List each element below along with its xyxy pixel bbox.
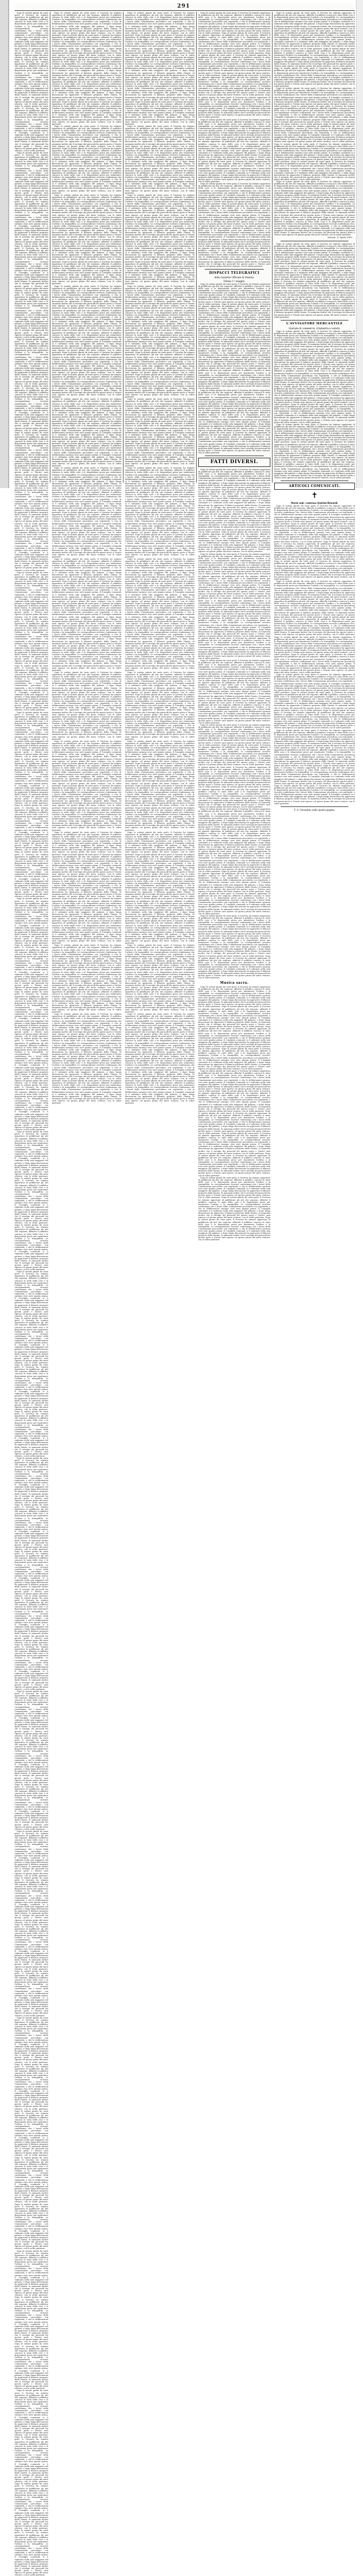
body-paragraph: Dopo le notizie giunte da varie parti, il Governo ha stimato opportuno di pubblicare gli atti che seguono, affinchè il pubblico conosca lo stato delle cose e le disposizioni prese per mantenere l'ordine e la tranquillità. Le corrispondenze ricevute confermano che i lavori della Commissione procedono con regolarità, e che le deliberazioni saranno rese note quanto prima. Il Consiglio comunale si è radunato nella sala maggiore del palazzo, e dopo lunga discussione ha approvato il bilancio proposto dalla Giunta. Si annunzia inoltre che il servigio dei piroscafi fra questo porto e Trieste sarà ripreso col giorno primo del mese venturo, con le solite partenze. Dopo le notizie giunte da varie parti, il Governo ha stimato opportuno di pubblicare gli atti che seguono, affinchè il pubblico conosca lo stato delle cose e le disposizioni prese per mantenere l'ordine e la tranquillità. Le corrispondenze ricevute confermano che i lavori della Commissione procedono con regolarità, e che le deliberazioni saranno rese note quanto prima. Il Consiglio comunale si è radunato nella sala maggiore del palazzo, e dopo lunga discussione ha approvato il bilancio proposto dalla Giunta. Si annunzia inoltre che il servigio dei piroscafi fra questo porto e Trieste sarà ripreso col giorno primo del mese venturo, con le solite partenze. Dopo le notizie giunte da varie parti, il Governo ha stimato opportuno di pubblicare gli atti che seguono, affinchè il pubblico conosca lo stato delle cose e le disposizioni prese per mantenere l'ordine e la tranquillità. Le corrispondenze ricevute confermano che i lavori della Commissione procedono con regolarità, e che le deliberazioni saranno rese note quanto prima. Il Consiglio comunale si è radunato nella sala maggiore del palazzo, e dopo lunga discussione ha approvato il bilancio proposto dalla Giunta. Si annunzia inoltre che il servigio dei piroscafi fra questo porto e Trieste sarà ripreso col giorno primo del mese venturo, con le solite partenze. Dopo le notizie giunte da varie parti, il Governo ha stimato opportuno di pubblicare gli atti che seguono, affinchè il pubblico conosca lo stato delle cose e le disposizioni prese per mantenere l'ordine e la tranquillità. Le corrispondenze ricevute confermano che i lavori della Commissione procedono con regolarità, e che le deliberazioni saranno rese note quanto prima. Il Consiglio comunale si è radunato nella sala maggiore del palazzo, e dopo lunga discussione ha approvato il bilancio proposto dalla Giunta. Si annunzia inoltre che il servigio dei piroscafi fra questo porto e Trieste sarà ripreso col giorno primo del mese venturo, con le solite partenze. Dopo le notizie giunte da varie parti, il Governo ha stimato opportuno di pubblicare gli atti che seguono, affinchè il pubblico conosca lo stato delle cose e le disposizioni prese per mantenere l'ordine e la tranquillità. Le corrispondenze ricevute confermano che i lavori della Commissione procedono con regolarità, e che le deliberazioni saranno rese note quanto prima. Il Consiglio comunale si è radunato nella sala maggiore del palazzo, e dopo lunga discussione ha approvato il bilancio proposto dalla Giunta. Si annunzia inoltre che il servigio dei piroscafi fra questo porto e Trieste sarà ripreso col giorno primo del mese venturo, con le solite partenze. <box>274 580 355 674</box>
body-paragraph: Dopo le notizie giunte da varie parti, il Governo ha stimato opportuno di pubblicare gli atti che seguono, affinchè il pubblico conosca lo stato delle cose e le disposizioni prese per mantenere l'ordine e la tranquillità. Le corrispondenze ricevute confermano che i lavori della Commissione procedono con regolarità, e che le deliberazioni saranno rese note quanto prima. Il Consiglio comunale si è radunato nella sala maggiore del palazzo, e dopo lunga discussione ha approvato il bilancio proposto dalla Giunta. Si annunzia inoltre che il servigio dei piroscafi fra questo porto e Trieste sarà ripreso col giorno primo del mese venturo, con le solite partenze. Dopo le notizie giunte da varie parti, il Governo ha stimato opportuno di pubblicare gli atti che seguono, affinchè il pubblico conosca lo stato delle cose e le disposizioni prese per mantenere l'ordine e la tranquillità. Le corrispondenze ricevute confermano che i lavori della Commissione procedono con regolarità, e che le deliberazioni saranno rese note quanto prima. Il Consiglio comunale si è radunato nella sala maggiore del palazzo, e dopo lunga discussione ha approvato il bilancio proposto dalla Giunta. Si annunzia inoltre che il servigio dei piroscafi fra questo porto e Trieste sarà ripreso col giorno primo del mese venturo, con le solite partenze. Dopo le notizie giunte da varie parti, il Governo ha stimato opportuno di pubblicare gli atti che seguono, affinchè il pubblico conosca lo stato delle cose e le disposizioni prese per mantenere l'ordine e la tranquillità. Le corrispondenze ricevute confermano che i lavori della Commissione procedono con regolarità, e che le deliberazioni saranno rese note quanto prima. Il Consiglio comunale si è radunato nella sala maggiore del palazzo, e dopo lunga discussione ha approvato il bilancio proposto dalla Giunta. Si annunzia inoltre che il servigio dei piroscafi fra questo porto e Trieste sarà ripreso col giorno primo del mese venturo, con le solite partenze. <box>125 125 195 194</box>
articoli-comunicati-heading: ARTICOLI COMUNICATI. <box>274 483 355 490</box>
body-paragraph: Dopo le notizie giunte da varie parti, il Governo ha stimato opportuno di pubblicare gli atti che seguono, affinchè il pubblico conosca lo stato delle cose e le disposizioni prese per mantenere l'ordine e la tranquillità. Le corrispondenze ricevute confermano che i lavori della Commissione procedono con regolarità, e che le deliberazioni saranno rese note quanto prima. Il Consiglio comunale si è radunato nella sala maggiore del palazzo, e dopo lunga discussione ha approvato il bilancio proposto dalla Giunta. Si annunzia inoltre che il servigio dei piroscafi fra questo porto e Trieste sarà ripreso col giorno primo del mese venturo, con le solite partenze. Dopo le notizie giunte da varie parti, il Governo ha stimato opportuno di pubblicare gli atti che seguono, affinchè il pubblico conosca lo stato delle cose e le disposizioni prese per mantenere l'ordine e la tranquillità. Le corrispondenze ricevute confermano che i lavori della Commissione procedono con regolarità, e che le deliberazioni saranno rese note quanto prima. Il Consiglio comunale si è radunato nella sala maggiore del palazzo, e dopo lunga discussione ha approvato il bilancio proposto dalla Giunta. Si annunzia inoltre che il servigio dei piroscafi fra questo porto e Trieste sarà ripreso col giorno primo del mese venturo, con le solite partenze. Dopo le notizie giunte da varie parti, il Governo ha stimato opportuno di pubblicare gli atti che seguono, affinchè il pubblico conosca lo stato delle cose e le disposizioni prese per mantenere l'ordine e la tranquillità. Le corrispondenze ricevute confermano che i lavori della Commissione procedono con regolarità, e che le deliberazioni saranno rese note quanto prima. Il Consiglio comunale si è radunato nella sala maggiore del palazzo, e dopo lunga discussione ha approvato il bilancio proposto dalla Giunta. Si annunzia inoltre che il servigio dei piroscafi fra questo porto e Trieste sarà ripreso col giorno primo del mese venturo, con le solite partenze. Dopo le notizie giunte da varie parti, il Governo ha stimato opportuno di pubblicare gli atti che seguono, affinchè il pubblico conosca lo stato delle cose e le disposizioni prese per mantenere l'ordine e la tranquillità. Le corrispondenze ricevute confermano che i lavori della Commissione procedono con regolarità, e che le deliberazioni saranno rese note quanto prima. Il Consiglio comunale si è radunato nella sala maggiore del palazzo, e dopo lunga discussione ha approvato il bilancio proposto dalla Giunta. Si annunzia inoltre che il servigio dei piroscafi fra questo porto e Trieste sarà ripreso col giorno primo del mese venturo, con le solite partenze. Dopo le notizie giunte da varie parti, il Governo ha stimato opportuno di pubblicare gli atti che seguono, affinchè il pubblico conosca lo stato delle cose e le disposizioni prese per mantenere l'ordine e la tranquillità. Le corrispondenze ricevute confermano che i lavori della Commissione procedono con regolarità, e che le deliberazioni saranno rese note quanto prima. Il Consiglio comunale si è radunato nella sala maggiore del palazzo, e dopo lunga discussione ha approvato il bilancio proposto dalla Giunta. Si annunzia inoltre che il servigio dei piroscafi fra questo porto e Trieste sarà ripreso col giorno primo del mese venturo, con le solite partenze. <box>15 1457 48 1690</box>
body-paragraph: Dopo le notizie giunte da varie parti, il Governo ha stimato opportuno di pubblicare gli atti che seguono, affinchè il pubblico conosca lo stato delle cose e le disposizioni prese per mantenere l'ordine e la tranquillità. Le corrispondenze ricevute confermano che i lavori della Commissione procedono con regolarità, e che le deliberazioni saranno rese note quanto prima. Il Consiglio comunale si è radunato nella sala maggiore del palazzo, e dopo lunga discussione ha approvato il bilancio proposto dalla Giunta. Si annunzia inoltre che il servigio dei piroscafi fra questo porto e Trieste sarà ripreso col giorno primo del mese venturo, con le solite partenze. Dopo le notizie giunte da varie parti, il Governo ha stimato opportuno di pubblicare gli atti che seguono, affinchè il pubblico conosca lo stato delle cose e le disposizioni prese per mantenere l'ordine e la tranquillità. Le corrispondenze ricevute confermano che i lavori della Commissione procedono con regolarità, e che le deliberazioni saranno rese note quanto prima. Il Consiglio comunale si è radunato nella sala maggiore del palazzo, e dopo lunga discussione ha approvato il bilancio proposto dalla Giunta. Si annunzia inoltre che il servigio dei piroscafi fra questo porto e Trieste sarà ripreso col giorno primo del mese venturo, con le solite partenze. Dopo le notizie giunte da varie parti, il Governo ha stimato opportuno di pubblicare gli atti che seguono, affinchè il pubblico conosca lo stato delle cose e le disposizioni prese per mantenere l'ordine e la tranquillità. Le corrispondenze ricevute confermano che i lavori della Commissione procedono con regolarità, e che le deliberazioni saranno rese note quanto prima. Il Consiglio comunale si è radunato nella sala maggiore del palazzo, e dopo lunga discussione ha approvato il bilancio proposto dalla Giunta. Si annunzia inoltre che il servigio dei piroscafi fra questo porto e Trieste sarà ripreso col giorno primo del mese venturo, con le solite partenze. <box>198 914 270 979</box>
page-number: 291 <box>177 3 190 9</box>
body-paragraph: Dopo le notizie giunte da varie parti, il Governo ha stimato opportuno di pubblicare gli atti che seguono, affinchè il pubblico conosca lo stato delle cose e le disposizioni prese per mantenere l'ordine e la tranquillità. Le corrispondenze ricevute confermano che i lavori della Commissione procedono con regolarità, e che le deliberazioni saranno rese note quanto prima. Il Consiglio comunale si è radunato nella sala maggiore del palazzo, e dopo lunga discussione ha approvato il bilancio proposto dalla Giunta. Si annunzia inoltre che il servigio dei piroscafi fra questo porto e Trieste sarà ripreso col giorno primo del mese venturo, con le solite partenze. Dopo le notizie giunte da varie parti, il Governo ha stimato opportuno di pubblicare gli atti che seguono, affinchè il pubblico conosca lo stato delle cose e le disposizioni prese per mantenere l'ordine e la tranquillità. Le corrispondenze ricevute confermano che i lavori della Commissione procedono con regolarità, e che le deliberazioni saranno rese note quanto prima. Il Consiglio comunale si è radunato nella sala maggiore del palazzo, e dopo lunga discussione ha approvato il bilancio proposto dalla Giunta. Si annunzia inoltre che il servigio dei piroscafi fra questo porto e Trieste sarà ripreso col giorno primo del mese venturo, con le solite partenze. Dopo le notizie giunte da varie parti, il Governo ha stimato opportuno di pubblicare gli atti che seguono, affinchè il pubblico conosca lo stato delle cose e le disposizioni prese per mantenere l'ordine e la tranquillità. Le corrispondenze ricevute confermano che i lavori della Commissione procedono con regolarità, e che le deliberazioni saranno rese note quanto prima. Il Consiglio comunale si è radunato nella sala maggiore del palazzo, e dopo lunga discussione ha approvato il bilancio proposto dalla Giunta. Si annunzia inoltre che il servigio dei piroscafi fra questo porto e Trieste sarà ripreso col giorno primo del mese venturo, con le solite partenze. Dopo le notizie giunte da varie parti, il Governo ha stimato opportuno di pubblicare gli atti che seguono, affinchè il pubblico conosca lo stato delle cose e le disposizioni prese per mantenere l'ordine e la tranquillità. Le corrispondenze ricevute confermano che i lavori della Commissione procedono con regolarità, e che le deliberazioni saranno rese note quanto prima. Il Consiglio comunale si è radunato nella sala maggiore del palazzo, e dopo lunga discussione ha approvato il bilancio proposto dalla Giunta. Si annunzia inoltre che il servigio dei piroscafi fra questo porto e Trieste sarà ripreso col giorno primo del mese venturo, con le solite partenze. Dopo le notizie giunte da varie parti, il Governo ha stimato opportuno di pubblicare gli atti che seguono, affinchè il pubblico conosca lo stato delle cose e le disposizioni prese per mantenere l'ordine e la tranquillità. Le corrispondenze ricevute confermano che i lavori della Commissione procedono con regolarità, e che le deliberazioni saranno rese note quanto prima. Il Consiglio comunale si è radunato nella sala maggiore del palazzo, e dopo lunga discussione ha approvato il bilancio proposto dalla Giunta. Si annunzia inoltre che il servigio dei piroscafi fra questo porto e Trieste sarà ripreso col giorno primo del mese venturo, con le solite partenze. <box>198 12 270 119</box>
body-paragraph: Dopo le notizie giunte da varie parti, il Governo ha stimato opportuno di pubblicare gli atti che seguono, affinchè il pubblico conosca lo stato delle cose e le disposizioni prese per mantenere l'ordine e la tranquillità. Le corrispondenze ricevute confermano che i lavori della Commissione procedono con regolarità, e che le deliberazioni saranno rese note quanto prima. Il Consiglio comunale si è radunato nella sala maggiore del palazzo, e dopo lunga discussione ha approvato il bilancio proposto dalla Giunta. Si annunzia inoltre che il servigio dei piroscafi fra questo porto e Trieste sarà ripreso col giorno primo del mese venturo, con le solite partenze. Dopo le notizie giunte da varie parti, il Governo ha stimato opportuno di pubblicare gli atti che seguono, affinchè il pubblico conosca lo stato delle cose e le disposizioni prese per mantenere l'ordine e la tranquillità. Le corrispondenze ricevute confermano che i lavori della Commissione procedono con regolarità, e che le deliberazioni saranno rese note quanto prima. Il Consiglio comunale si è radunato nella sala maggiore del palazzo, e dopo lunga discussione ha approvato il bilancio proposto dalla Giunta. Si annunzia inoltre che il servigio dei piroscafi fra questo porto e Trieste sarà ripreso col giorno primo del mese venturo, con le solite partenze. Dopo le notizie giunte da varie parti, il Governo ha stimato opportuno di pubblicare gli atti che seguono, affinchè il pubblico conosca lo stato delle cose e le disposizioni prese per mantenere l'ordine e la tranquillità. Le corrispondenze ricevute confermano che i lavori della Commissione procedono con regolarità, e che le deliberazioni saranno rese note quanto prima. Il Consiglio comunale si è radunato nella sala maggiore del palazzo, e dopo lunga discussione ha approvato il bilancio proposto dalla Giunta. Si annunzia inoltre che il servigio dei piroscafi fra questo porto e Trieste sarà ripreso col giorno primo del mese venturo, con le solite partenze. Dopo le notizie giunte da varie parti, il Governo ha stimato opportuno di pubblicare gli atti che seguono, affinchè il pubblico conosca lo stato delle cose e le disposizioni prese per mantenere l'ordine e la tranquillità. Le corrispondenze ricevute confermano che i lavori della Commissione procedono con regolarità, e che le deliberazioni saranno rese note quanto prima. Il Consiglio comunale si è radunato nella sala maggiore del palazzo, e dopo lunga discussione ha approvato il bilancio proposto dalla Giunta. Si annunzia inoltre che il servigio dei piroscafi fra questo porto e Trieste sarà ripreso col giorno primo del mese venturo, con le solite partenze. Dopo le notizie giunte da varie parti, il Governo ha stimato opportuno di pubblicare gli atti che seguono, affinchè il pubblico conosca lo stato delle cose e le disposizioni prese per mantenere l'ordine e la tranquillità. Le corrispondenze ricevute confermano che i lavori della Commissione procedono con regolarità, e che le deliberazioni saranno rese note quanto prima. Il Consiglio comunale si è radunato nella sala maggiore del palazzo, e dopo lunga discussione ha approvato il bilancio proposto dalla Giunta. Si annunzia inoltre che il servigio dei piroscafi fra questo porto e Trieste sarà ripreso col giorno primo del mese venturo, con le solite partenze. <box>125 285 195 399</box>
body-paragraph: Dopo le notizie giunte da varie parti, il Governo ha stimato opportuno di pubblicare gli atti che seguono, affinchè il pubblico conosca lo stato delle cose e le disposizioni prese per mantenere l'ordine e la tranquillità. Le corrispondenze ricevute confermano che i lavori della Commissione procedono con regolarità, e che le deliberazioni saranno rese note quanto prima. Il Consiglio comunale si è radunato nella sala maggiore del palazzo, e dopo lunga discussione ha approvato il bilancio proposto dalla Giunta. Si annunzia inoltre che il servigio dei piroscafi fra questo porto e Trieste sarà ripreso col giorno primo del mese venturo, con le solite partenze. Dopo le notizie giunte da varie parti, il Governo ha stimato opportuno di pubblicare gli atti che seguono, affinchè il pubblico conosca lo stato delle cose e le disposizioni prese per mantenere l'ordine e la tranquillità. Le corrispondenze ricevute confermano che i lavori della Commissione procedono con regolarità, e che le deliberazioni saranno rese note quanto prima. Il Consiglio comunale si è radunato nella sala maggiore del palazzo, e dopo lunga discussione ha approvato il bilancio proposto dalla Giunta. Si annunzia inoltre che il servigio dei piroscafi fra questo porto e Trieste sarà ripreso col giorno primo del mese venturo, con le solite partenze. Dopo le notizie giunte da varie parti, il Governo ha stimato opportuno di pubblicare gli atti che seguono, affinchè il pubblico conosca lo stato delle cose e le disposizioni prese per mantenere l'ordine e la tranquillità. Le corrispondenze ricevute confermano che i lavori della Commissione procedono con regolarità, e che le deliberazioni saranno rese note quanto prima. Il Consiglio comunale si è radunato nella sala maggiore del palazzo, e dopo lunga discussione ha approvato il bilancio proposto dalla Giunta. Si annunzia inoltre che il servigio dei piroscafi fra questo porto e Trieste sarà ripreso col giorno primo del mese venturo, con le solite partenze. Dopo le notizie giunte da varie parti, il Governo ha stimato opportuno di pubblicare gli atti che seguono, affinchè il pubblico conosca lo stato delle cose e le disposizioni prese per mantenere l'ordine e la tranquillità. Le corrispondenze ricevute confermano che i lavori della Commissione procedono con regolarità, e che le deliberazioni saranno rese note quanto prima. Il Consiglio comunale si è radunato nella sala maggiore del palazzo, e dopo lunga discussione ha approvato il bilancio proposto dalla Giunta. Si annunzia inoltre che il servigio dei piroscafi fra questo porto e Trieste sarà ripreso col giorno primo del mese venturo, con le solite partenze. <box>52 467 121 558</box>
body-paragraph: Dopo le notizie giunte da varie parti, il Governo ha stimato opportuno di pubblicare gli atti che seguono, affinchè il pubblico conosca lo stato delle cose e le disposizioni prese per mantenere l'ordine e la tranquillità. Le corrispondenze ricevute confermano che i lavori della Commissione procedono con regolarità, e che le deliberazioni saranno rese note quanto prima. Il Consiglio comunale si è radunato nella sala maggiore del palazzo, e dopo lunga discussione ha approvato il bilancio proposto dalla Giunta. Si annunzia inoltre che il servigio dei piroscafi fra questo porto e Trieste sarà ripreso col giorno primo del mese venturo, con le solite partenze. Dopo le notizie giunte da varie parti, il Governo ha stimato opportuno di pubblicare gli atti che seguono, affinchè il pubblico conosca lo stato delle cose e le disposizioni prese per mantenere l'ordine e la tranquillità. Le corrispondenze ricevute confermano che i lavori della Commissione procedono con regolarità, e che le deliberazioni saranno rese note quanto prima. Il Consiglio comunale si è radunato nella sala maggiore del palazzo, e dopo lunga discussione ha approvato il bilancio proposto dalla Giunta. Si annunzia inoltre che il servigio dei piroscafi fra questo porto e Trieste sarà ripreso col giorno primo del mese venturo, con le solite partenze. Dopo le notizie giunte da varie parti, il Governo ha stimato opportuno di pubblicare gli atti che seguono, affinchè il pubblico conosca lo stato delle cose e le disposizioni prese per mantenere l'ordine e la tranquillità. Le corrispondenze ricevute confermano che i lavori della Commissione procedono con regolarità, e che le deliberazioni saranno rese note quanto prima. Il Consiglio comunale si è radunato nella sala maggiore del palazzo, e dopo lunga discussione ha approvato il bilancio proposto dalla Giunta. Si annunzia inoltre che il servigio dei piroscafi fra questo porto e Trieste sarà ripreso col giorno primo del mese venturo, con le solite partenze. <box>52 125 121 194</box>
body-paragraph: Dopo le notizie giunte da varie parti, il Governo ha stimato opportuno di pubblicare gli atti che seguono, affinchè il pubblico conosca lo stato delle cose e le disposizioni prese per mantenere l'ordine e la tranquillità. Le corrispondenze ricevute confermano che i lavori della Commissione procedono con regolarità, e che le deliberazioni saranno rese note quanto prima. Il Consiglio comunale si è radunato nella sala maggiore del palazzo, e dopo lunga discussione ha approvato il bilancio proposto dalla Giunta. Si annunzia inoltre che il servigio dei piroscafi fra questo porto e Trieste sarà ripreso col giorno primo del mese venturo, con le solite partenze. Dopo le notizie giunte da varie parti, il Governo ha stimato opportuno di pubblicare gli atti che seguono, affinchè il pubblico conosca lo stato delle cose e le disposizioni prese per mantenere l'ordine e la tranquillità. Le corrispondenze ricevute confermano che i lavori della Commissione procedono con regolarità, e che le deliberazioni saranno rese note quanto prima. Il Consiglio comunale si è radunato nella sala maggiore del palazzo, e dopo lunga discussione ha approvato il bilancio proposto dalla Giunta. Si annunzia inoltre che il servigio dei piroscafi fra questo porto e Trieste sarà ripreso col giorno primo del mese venturo, con le solite partenze. Dopo le notizie giunte da varie parti, il Governo ha stimato opportuno di pubblicare gli atti che seguono, affinchè il pubblico conosca lo stato delle cose e le disposizioni prese per mantenere l'ordine e la tranquillità. Le corrispondenze ricevute confermano che i lavori della Commissione procedono con regolarità, e che le deliberazioni saranno rese note quanto prima. Il Consiglio comunale si è radunato nella sala maggiore del palazzo, e dopo lunga discussione ha approvato il bilancio proposto dalla Giunta. Si annunzia inoltre che il servigio dei piroscafi fra questo porto e Trieste sarà ripreso col giorno primo del mese venturo, con le solite partenze. <box>198 389 270 454</box>
body-paragraph: Dopo le notizie giunte da varie parti, il Governo ha stimato opportuno di pubblicare gli atti che seguono, affinchè il pubblico conosca lo stato delle cose e le disposizioni prese per mantenere l'ordine e la tranquillità. Le corrispondenze ricevute confermano che i lavori della Commissione procedono con regolarità, e che le deliberazioni saranno rese note quanto prima. Il Consiglio comunale si è radunato nella sala maggiore del palazzo, e dopo lunga discussione ha approvato il bilancio proposto dalla Giunta. Si annunzia inoltre che il servigio dei piroscafi fra questo porto e Trieste sarà ripreso col giorno primo del mese venturo, con le solite partenze. Dopo le notizie giunte da varie parti, il Governo ha stimato opportuno di pubblicare gli atti che seguono, affinchè il pubblico conosca lo stato delle cose e le disposizioni prese per mantenere l'ordine e la tranquillità. Le corrispondenze ricevute confermano che i lavori della Commissione procedono con regolarità, e che le deliberazioni saranno rese note quanto prima. Il Consiglio comunale si è radunato nella sala maggiore del palazzo, e dopo lunga discussione ha approvato il bilancio proposto dalla Giunta. Si annunzia inoltre che il servigio dei piroscafi fra questo porto e Trieste sarà ripreso col giorno primo del mese venturo, con le solite partenze. Dopo le notizie giunte da varie parti, il Governo ha stimato opportuno di pubblicare gli atti che seguono, affinchè il pubblico conosca lo stato delle cose e le disposizioni prese per mantenere l'ordine e la tranquillità. Le corrispondenze ricevute confermano che i lavori della Commissione procedono con regolarità, e che le deliberazioni saranno rese note quanto prima. Il Consiglio comunale si è radunato nella sala maggiore del palazzo, e dopo lunga discussione ha approvato il bilancio proposto dalla Giunta. Si annunzia inoltre che il servigio dei piroscafi fra questo porto e Trieste sarà ripreso col giorno primo del mese venturo, con le solite partenze. <box>15 2250 48 2390</box>
body-paragraph: Dopo le notizie giunte da varie parti, il Governo ha stimato opportuno di pubblicare gli atti che seguono, affinchè il pubblico conosca lo stato delle cose e le disposizioni prese per mantenere l'ordine e la tranquillità. Le corrispondenze ricevute confermano che i lavori della Commissione procedono con regolarità, e che le deliberazioni saranno rese note quanto prima. Il Consiglio comunale si è radunato nella sala maggiore del palazzo, e dopo lunga discussione ha approvato il bilancio proposto dalla Giunta. Si annunzia inoltre che il servigio dei piroscafi fra questo porto e Trieste sarà ripreso col giorno primo del mese venturo, con le solite partenze. Dopo le notizie giunte da varie parti, il Governo ha stimato opportuno di pubblicare gli atti che seguono, affinchè il pubblico conosca lo stato delle cose e le disposizioni prese per mantenere l'ordine e la tranquillità. Le corrispondenze ricevute confermano che i lavori della Commissione procedono con regolarità, e che le deliberazioni saranno rese note quanto prima. Il Consiglio comunale si è radunato nella sala maggiore del palazzo, e dopo lunga discussione ha approvato il bilancio proposto dalla Giunta. Si annunzia inoltre che il servigio dei piroscafi fra questo porto e Trieste sarà ripreso col giorno primo del mese venturo, con le solite partenze. Dopo le notizie giunte da varie parti, il Governo ha stimato opportuno di pubblicare gli atti che seguono, affinchè il pubblico conosca lo stato delle cose e le disposizioni prese per mantenere l'ordine e la tranquillità. Le corrispondenze ricevute confermano che i lavori della Commissione procedono con regolarità, e che le deliberazioni saranno rese note quanto prima. Il Consiglio comunale si è radunato nella sala maggiore del palazzo, e dopo lunga discussione ha approvato il bilancio proposto dalla Giunta. Si annunzia inoltre che il servigio dei piroscafi fra questo porto e Trieste sarà ripreso col giorno primo del mese venturo, con le solite partenze. <box>125 398 195 467</box>
body-paragraph: Dopo le notizie giunte da varie parti, il Governo ha stimato opportuno di pubblicare gli atti che seguono, affinchè il pubblico conosca lo stato delle cose e le disposizioni prese per mantenere l'ordine e la tranquillità. Le corrispondenze ricevute confermano che i lavori della Commissione procedono con regolarità, e che le deliberazioni saranno rese note quanto prima. Il Consiglio comunale si è radunato nella sala maggiore del palazzo, e dopo lunga discussione ha approvato il bilancio proposto dalla Giunta. Si annunzia inoltre che il servigio dei piroscafi fra questo porto e Trieste sarà ripreso col giorno primo del mese venturo, con le solite partenze. Dopo le notizie giunte da varie parti, il Governo ha stimato opportuno di pubblicare gli atti che seguono, affinchè il pubblico conosca lo stato delle cose e le disposizioni prese per mantenere l'ordine e la tranquillità. Le corrispondenze ricevute confermano che i lavori della Commissione procedono con regolarità, e che le deliberazioni saranno rese note quanto prima. Il Consiglio comunale si è radunato nella sala maggiore del palazzo, e dopo lunga discussione ha approvato il bilancio proposto dalla Giunta. Si annunzia inoltre che il servigio dei piroscafi fra questo porto e Trieste sarà ripreso col giorno primo del mese venturo, con le solite partenze. Dopo le notizie giunte da varie parti, il Governo ha stimato opportuno di pubblicare gli atti che seguono, affinchè il pubblico conosca lo stato delle cose e le disposizioni prese per mantenere l'ordine e la tranquillità. Le corrispondenze ricevute confermano che i lavori della Commissione procedono con regolarità, e che le deliberazioni saranno rese note quanto prima. Il Consiglio comunale si è radunato nella sala maggiore del palazzo, e dopo lunga discussione ha approvato il bilancio proposto dalla Giunta. Si annunzia inoltre che il servigio dei piroscafi fra questo porto e Trieste sarà ripreso col giorno primo del mese venturo, con le solite partenze. Dopo le notizie giunte da varie parti, il Governo ha stimato opportuno di pubblicare gli atti che seguono, affinchè il pubblico conosca lo stato delle cose e le disposizioni prese per mantenere l'ordine e la tranquillità. Le corrispondenze ricevute confermano che i lavori della Commissione procedono con regolarità, e che le deliberazioni saranno rese note quanto prima. Il Consiglio comunale si è radunato nella sala maggiore del palazzo, e dopo lunga discussione ha approvato il bilancio proposto dalla Giunta. Si annunzia inoltre che il servigio dei piroscafi fra questo porto e Trieste sarà ripreso col giorno primo del mese venturo, con le solite partenze. <box>125 467 195 558</box>
body-paragraph: Dopo le notizie giunte da varie parti, il Governo ha stimato opportuno di pubblicare gli atti che seguono, affinchè il pubblico conosca lo stato delle cose e le disposizioni prese per mantenere l'ordine e la tranquillità. Le corrispondenze ricevute confermano che i lavori della Commissione procedono con regolarità, e che le deliberazioni saranno rese note quanto prima. Il Consiglio comunale si è radunato nella sala maggiore del palazzo, e dopo lunga discussione ha approvato il bilancio proposto dalla Giunta. Si annunzia inoltre che il servigio dei piroscafi fra questo porto e Trieste sarà ripreso col giorno primo del mese venturo, con le solite partenze. Dopo le notizie giunte da varie parti, il Governo ha stimato opportuno di pubblicare gli atti che seguono, affinchè il pubblico conosca lo stato delle cose e le disposizioni prese per mantenere l'ordine e la tranquillità. Le corrispondenze ricevute confermano che i lavori della Commissione procedono con regolarità, e che le deliberazioni saranno rese note quanto prima. Il Consiglio comunale si è radunato nella sala maggiore del palazzo, e dopo lunga discussione ha approvato il bilancio proposto dalla Giunta. Si annunzia inoltre che il servigio dei piroscafi fra questo porto e Trieste sarà ripreso col giorno primo del mese venturo, con le solite partenze. Dopo le notizie giunte da varie parti, il Governo ha stimato opportuno di pubblicare gli atti che seguono, affinchè il pubblico conosca lo stato delle cose e le disposizioni prese per mantenere l'ordine e la tranquillità. Le corrispondenze ricevute confermano che i lavori della Commissione procedono con regolarità, e che le deliberazioni saranno rese note quanto prima. Il Consiglio comunale si è radunato nella sala maggiore del palazzo, e dopo lunga discussione ha approvato il bilancio proposto dalla Giunta. Si annunzia inoltre che il servigio dei piroscafi fra questo porto e Trieste sarà ripreso col giorno primo del mese venturo, con le solite partenze. Dopo le notizie giunte da varie parti, il Governo ha stimato opportuno di pubblicare gli atti che seguono, affinchè il pubblico conosca lo stato delle cose e le disposizioni prese per mantenere l'ordine e la tranquillità. Le corrispondenze ricevute confermano che i lavori della Commissione procedono con regolarità, e che le deliberazioni saranno rese note quanto prima. Il Consiglio comunale si è radunato nella sala maggiore del palazzo, e dopo lunga discussione ha approvato il bilancio proposto dalla Giunta. Si annunzia inoltre che il servigio dei piroscafi fra questo porto e Trieste sarà ripreso col giorno primo del mese venturo, con le solite partenze. <box>274 729 355 805</box>
header-rule <box>15 10 355 11</box>
column-divider <box>123 12 124 483</box>
body-paragraph: Dopo le notizie giunte da varie parti, il Governo ha stimato opportuno di pubblicare gli atti che seguono, affinchè il pubblico conosca lo stato delle cose e le disposizioni prese per mantenere l'ordine e la tranquillità. Le corrispondenze ricevute confermano che i lavori della Commissione procedono con regolarità, e che le deliberazioni saranno rese note quanto prima. Il Consiglio comunale si è radunato nella sala maggiore del palazzo, e dopo lunga discussione ha approvato il bilancio proposto dalla Giunta. Si annunzia inoltre che il servigio dei piroscafi fra questo porto e Trieste sarà ripreso col giorno primo del mese venturo, con le solite partenze. Dopo le notizie giunte da varie parti, il Governo ha stimato opportuno di pubblicare gli atti che seguono, affinchè il pubblico conosca lo stato delle cose e le disposizioni prese per mantenere l'ordine e la tranquillità. Le corrispondenze ricevute confermano che i lavori della Commissione procedono con regolarità, e che le deliberazioni saranno rese note quanto prima. Il Consiglio comunale si è radunato nella sala maggiore del palazzo, e dopo lunga discussione ha approvato il bilancio proposto dalla Giunta. Si annunzia inoltre che il servigio dei piroscafi fra questo porto e Trieste sarà ripreso col giorno primo del mese venturo, con le solite partenze. Dopo le notizie giunte da varie parti, il Governo ha stimato opportuno di pubblicare gli atti che seguono, affinchè il pubblico conosca lo stato delle cose e le disposizioni prese per mantenere l'ordine e la tranquillità. Le corrispondenze ricevute confermano che i lavori della Commissione procedono con regolarità, e che le deliberazioni saranno rese note quanto prima. Il Consiglio comunale si è radunato nella sala maggiore del palazzo, e dopo lunga discussione ha approvato il bilancio proposto dalla Giunta. Si annunzia inoltre che il servigio dei piroscafi fra questo porto e Trieste sarà ripreso col giorno primo del mese venturo, con le solite partenze. <box>125 671 195 740</box>
body-paragraph: Dopo le notizie giunte da varie parti, il Governo ha stimato opportuno di pubblicare gli atti che seguono, affinchè il pubblico conosca lo stato delle cose e le disposizioni prese per mantenere l'ordine e la tranquillità. Le corrispondenze ricevute confermano che i lavori della Commissione procedono con regolarità, e che le deliberazioni saranno rese note quanto prima. Il Consiglio comunale si è radunato nella sala maggiore del palazzo, e dopo lunga discussione ha approvato il bilancio proposto dalla Giunta. Si annunzia inoltre che il servigio dei piroscafi fra questo porto e Trieste sarà ripreso col giorno primo del mese venturo, con le solite partenze. Dopo le notizie giunte da varie parti, il Governo ha stimato opportuno di pubblicare gli atti che seguono, affinchè il pubblico conosca lo stato delle cose e le disposizioni prese per mantenere l'ordine e la tranquillità. Le corrispondenze ricevute confermano che i lavori della Commissione procedono con regolarità, e che le deliberazioni saranno rese note quanto prima. Il Consiglio comunale si è radunato nella sala maggiore del palazzo, e dopo lunga discussione ha approvato il bilancio proposto dalla Giunta. Si annunzia inoltre che il servigio dei piroscafi fra questo porto e Trieste sarà ripreso col giorno primo del mese venturo, con le solite partenze. Dopo le notizie giunte da varie parti, il Governo ha stimato opportuno di pubblicare gli atti che seguono, affinchè il pubblico conosca lo stato delle cose e le disposizioni prese per mantenere l'ordine e la tranquillità. Le corrispondenze ricevute confermano che i lavori della Commissione procedono con regolarità, e che le deliberazioni saranno rese note quanto prima. Il Consiglio comunale si è radunato nella sala maggiore del palazzo, e dopo lunga discussione ha approvato il bilancio proposto dalla Giunta. Si annunzia inoltre che il servigio dei piroscafi fra questo porto e Trieste sarà ripreso col giorno primo del mese venturo, con le solite partenze. Dopo le notizie giunte da varie parti, il Governo ha stimato opportuno di pubblicare gli atti che seguono, affinchè il pubblico conosca lo stato delle cose e le disposizioni prese per mantenere l'ordine e la tranquillità. Le corrispondenze ricevute confermano che i lavori della Commissione procedono con regolarità, e che le deliberazioni saranno rese note quanto prima. Il Consiglio comunale si è radunato nella sala maggiore del palazzo, e dopo lunga discussione ha approvato il bilancio proposto dalla Giunta. Si annunzia inoltre che il servigio dei piroscafi fra questo porto e Trieste sarà ripreso col giorno primo del mese venturo, con le solite partenze. <box>198 985 270 1071</box>
avvisatore-heading: L'AVVISATORE MERCANTILE <box>286 322 343 325</box>
body-paragraph: Dopo le notizie giunte da varie parti, il Governo ha stimato opportuno di pubblicare gli atti che seguono, affinchè il pubblico conosca lo stato delle cose e le disposizioni prese per mantenere l'ordine e la tranquillità. Le corrispondenze ricevute confermano che i lavori della Commissione procedono con regolarità, e che le deliberazioni saranno rese note quanto prima. Il Consiglio comunale si è radunato nella sala maggiore del palazzo, e dopo lunga discussione ha approvato il bilancio proposto dalla Giunta. Si annunzia inoltre che il servigio dei piroscafi fra questo porto e Trieste sarà ripreso col giorno primo del mese venturo, con le solite partenze. Dopo le notizie giunte da varie parti, il Governo ha stimato opportuno di pubblicare gli atti che seguono, affinchè il pubblico conosca lo stato delle cose e le disposizioni prese per mantenere l'ordine e la tranquillità. Le corrispondenze ricevute confermano che i lavori della Commissione procedono con regolarità, e che le deliberazioni saranno rese note quanto prima. Il Consiglio comunale si è radunato nella sala maggiore del palazzo, e dopo lunga discussione ha approvato il bilancio proposto dalla Giunta. Si annunzia inoltre che il servigio dei piroscafi fra questo porto e Trieste sarà ripreso col giorno primo del mese venturo, con le solite partenze. Dopo le notizie giunte da varie parti, il Governo ha stimato opportuno di pubblicare gli atti che seguono, affinchè il pubblico conosca lo stato delle cose e le disposizioni prese per mantenere l'ordine e la tranquillità. Le corrispondenze ricevute confermano che i lavori della Commissione procedono con regolarità, e che le deliberazioni saranno rese note quanto prima. Il Consiglio comunale si è radunato nella sala maggiore del palazzo, e dopo lunga discussione ha approvato il bilancio proposto dalla Giunta. Si annunzia inoltre che il servigio dei piroscafi fra questo porto e Trieste sarà ripreso col giorno primo del mese venturo, con le solite partenze. <box>52 398 121 467</box>
body-paragraph: Dopo le notizie giunte da varie parti, il Governo ha stimato opportuno di pubblicare gli atti che seguono, affinchè il pubblico conosca lo stato delle cose e le disposizioni prese per mantenere l'ordine e la tranquillità. Le corrispondenze ricevute confermano che i lavori della Commissione procedono con regolarità, e che le deliberazioni saranno rese note quanto prima. Il Consiglio comunale si è radunato nella sala maggiore del palazzo, e dopo lunga discussione ha approvato il bilancio proposto dalla Giunta. Si annunzia inoltre che il servigio dei piroscafi fra questo porto e Trieste sarà ripreso col giorno primo del mese venturo, con le solite partenze. Dopo le notizie giunte da varie parti, il Governo ha stimato opportuno di pubblicare gli atti che seguono, affinchè il pubblico conosca lo stato delle cose e le disposizioni prese per mantenere l'ordine e la tranquillità. Le corrispondenze ricevute confermano che i lavori della Commissione procedono con regolarità, e che le deliberazioni saranno rese note quanto prima. Il Consiglio comunale si è radunato nella sala maggiore del palazzo, e dopo lunga discussione ha approvato il bilancio proposto dalla Giunta. Si annunzia inoltre che il servigio dei piroscafi fra questo porto e Trieste sarà ripreso col giorno primo del mese venturo, con le solite partenze. Dopo le notizie giunte da varie parti, il Governo ha stimato opportuno di pubblicare gli atti che seguono, affinchè il pubblico conosca lo stato delle cose e le disposizioni prese per mantenere l'ordine e la tranquillità. Le corrispondenze ricevute confermano che i lavori della Commissione procedono con regolarità, e che le deliberazioni saranno rese note quanto prima. Il Consiglio comunale si è radunato nella sala maggiore del palazzo, e dopo lunga discussione ha approvato il bilancio proposto dalla Giunta. Si annunzia inoltre che il servigio dei piroscafi fra questo porto e Trieste sarà ripreso col giorno primo del mese venturo, con le solite partenze. <box>15 1131 48 1271</box>
body-paragraph: Dopo le notizie giunte da varie parti, il Governo ha stimato opportuno di pubblicare gli atti che seguono, affinchè il pubblico conosca lo stato delle cose e le disposizioni prese per mantenere l'ordine e la tranquillità. Le corrispondenze ricevute confermano che i lavori della Commissione procedono con regolarità, e che le deliberazioni saranno rese note quanto prima. Il Consiglio comunale si è radunato nella sala maggiore del palazzo, e dopo lunga discussione ha approvato il bilancio proposto dalla Giunta. Si annunzia inoltre che il servigio dei piroscafi fra questo porto e Trieste sarà ripreso col giorno primo del mese venturo, con le solite partenze. Dopo le notizie giunte da varie parti, il Governo ha stimato opportuno di pubblicare gli atti che seguono, affinchè il pubblico conosca lo stato delle cose e le disposizioni prese per mantenere l'ordine e la tranquillità. Le corrispondenze ricevute confermano che i lavori della Commissione procedono con regolarità, e che le deliberazioni saranno rese note quanto prima. Il Consiglio comunale si è radunato nella sala maggiore del palazzo, e dopo lunga discussione ha approvato il bilancio proposto dalla Giunta. Si annunzia inoltre che il servigio dei piroscafi fra questo porto e Trieste sarà ripreso col giorno primo del mese venturo, con le solite partenze. Dopo le notizie giunte da varie parti, il Governo ha stimato opportuno di pubblicare gli atti che seguono, affinchè il pubblico conosca lo stato delle cose e le disposizioni prese per mantenere l'ordine e la tranquillità. Le corrispondenze ricevute confermano che i lavori della Commissione procedono con regolarità, e che le deliberazioni saranno rese note quanto prima. Il Consiglio comunale si è radunato nella sala maggiore del palazzo, e dopo lunga discussione ha approvato il bilancio proposto dalla Giunta. Si annunzia inoltre che il servigio dei piroscafi fra questo porto e Trieste sarà ripreso col giorno primo del mese venturo, con le solite partenze. Dopo le notizie giunte da varie parti, il Governo ha stimato opportuno di pubblicare gli atti che seguono, affinchè il pubblico conosca lo stato delle cose e le disposizioni prese per mantenere l'ordine e la tranquillità. Le corrispondenze ricevute confermano che i lavori della Commissione procedono con regolarità, e che le deliberazioni saranno rese note quanto prima. Il Consiglio comunale si è radunato nella sala maggiore del palazzo, e dopo lunga discussione ha approvato il bilancio proposto dalla Giunta. Si annunzia inoltre che il servigio dei piroscafi fra questo porto e Trieste sarà ripreso col giorno primo del mese venturo, con le solite partenze. <box>15 2389 48 2576</box>
body-paragraph: Dopo le notizie giunte da varie parti, il Governo ha stimato opportuno di pubblicare gli atti che seguono, affinchè il pubblico conosca lo stato delle cose e le disposizioni prese per mantenere l'ordine e la tranquillità. Le corrispondenze ricevute confermano che i lavori della Commissione procedono con regolarità, e che le deliberazioni saranno rese note quanto prima. Il Consiglio comunale si è radunato nella sala maggiore del palazzo, e dopo lunga discussione ha approvato il bilancio proposto dalla Giunta. Si annunzia inoltre che il servigio dei piroscafi fra questo porto e Trieste sarà ripreso col giorno primo del mese venturo, con le solite partenze. Dopo le notizie giunte da varie parti, il Governo ha stimato opportuno di pubblicare gli atti che seguono, affinchè il pubblico conosca lo stato delle cose e le disposizioni prese per mantenere l'ordine e la tranquillità. Le corrispondenze ricevute confermano che i lavori della Commissione procedono con regolarità, e che le deliberazioni saranno rese note quanto prima. Il Consiglio comunale si è radunato nella sala maggiore del palazzo, e dopo lunga discussione ha approvato il bilancio proposto dalla Giunta. Si annunzia inoltre che il servigio dei piroscafi fra questo porto e Trieste sarà ripreso col giorno primo del mese venturo, con le solite partenze. Dopo le notizie giunte da varie parti, il Governo ha stimato opportuno di pubblicare gli atti che seguono, affinchè il pubblico conosca lo stato delle cose e le disposizioni prese per mantenere l'ordine e la tranquillità. Le corrispondenze ricevute confermano che i lavori della Commissione procedono con regolarità, e che le deliberazioni saranno rese note quanto prima. Il Consiglio comunale si è radunato nella sala maggiore del palazzo, e dopo lunga discussione ha approvato il bilancio proposto dalla Giunta. Si annunzia inoltre che il servigio dei piroscafi fra questo porto e Trieste sarà ripreso col giorno primo del mese venturo, con le solite partenze. Dopo le notizie giunte da varie parti, il Governo ha stimato opportuno di pubblicare gli atti che seguono, affinchè il pubblico conosca lo stato delle cose e le disposizioni prese per mantenere l'ordine e la tranquillità. Le corrispondenze ricevute confermano che i lavori della Commissione procedono con regolarità, e che le deliberazioni saranno rese note quanto prima. Il Consiglio comunale si è radunato nella sala maggiore del palazzo, e dopo lunga discussione ha approvato il bilancio proposto dalla Giunta. Si annunzia inoltre che il servigio dei piroscafi fra questo porto e Trieste sarà ripreso col giorno primo del mese venturo, con le solite partenze. <box>274 12 355 88</box>
scan-right-edge <box>356 0 363 488</box>
column-divider <box>196 12 197 483</box>
body-paragraph: Dopo le notizie giunte da varie parti, il Governo ha stimato opportuno di pubblicare gli atti che seguono, affinchè il pubblico conosca lo stato delle cose e le disposizioni prese per mantenere l'ordine e la tranquillità. Le corrispondenze ricevute confermano che i lavori della Commissione procedono con regolarità, e che le deliberazioni saranno rese note quanto prima. Il Consiglio comunale si è radunato nella sala maggiore del palazzo, e dopo lunga discussione ha approvato il bilancio proposto dalla Giunta. Si annunzia inoltre che il servigio dei piroscafi fra questo porto e Trieste sarà ripreso col giorno primo del mese venturo, con le solite partenze. Dopo le notizie giunte da varie parti, il Governo ha stimato opportuno di pubblicare gli atti che seguono, affinchè il pubblico conosca lo stato delle cose e le disposizioni prese per mantenere l'ordine e la tranquillità. Le corrispondenze ricevute confermano che i lavori della Commissione procedono con regolarità, e che le deliberazioni saranno rese note quanto prima. Il Consiglio comunale si è radunato nella sala maggiore del palazzo, e dopo lunga discussione ha approvato il bilancio proposto dalla Giunta. Si annunzia inoltre che il servigio dei piroscafi fra questo porto e Trieste sarà ripreso col giorno primo del mese venturo, con le solite partenze. Dopo le notizie giunte da varie parti, il Governo ha stimato opportuno di pubblicare gli atti che seguono, affinchè il pubblico conosca lo stato delle cose e le disposizioni prese per mantenere l'ordine e la tranquillità. Le corrispondenze ricevute confermano che i lavori della Commissione procedono con regolarità, e che le deliberazioni saranno rese note quanto prima. Il Consiglio comunale si è radunato nella sala maggiore del palazzo, e dopo lunga discussione ha approvato il bilancio proposto dalla Giunta. Si annunzia inoltre che il servigio dei piroscafi fra questo porto e Trieste sarà ripreso col giorno primo del mese venturo, con le solite partenze. Dopo le notizie giunte da varie parti, il Governo ha stimato opportuno di pubblicare gli atti che seguono, affinchè il pubblico conosca lo stato delle cose e le disposizioni prese per mantenere l'ordine e la tranquillità. Le corrispondenze ricevute confermano che i lavori della Commissione procedono con regolarità, e che le deliberazioni saranno rese note quanto prima. Il Consiglio comunale si è radunato nella sala maggiore del palazzo, e dopo lunga discussione ha approvato il bilancio proposto dalla Giunta. Si annunzia inoltre che il servigio dei piroscafi fra questo porto e Trieste sarà ripreso col giorno primo del mese venturo, con le solite partenze. Dopo le notizie giunte da varie parti, il Governo ha stimato opportuno di pubblicare gli atti che seguono, affinchè il pubblico conosca lo stato delle cose e le disposizioni prese per mantenere l'ordine e la tranquillità. Le corrispondenze ricevute confermano che i lavori della Commissione procedono con regolarità, e che le deliberazioni saranno rese note quanto prima. Il Consiglio comunale si è radunato nella sala maggiore del palazzo, e dopo lunga discussione ha approvato il bilancio proposto dalla Giunta. Si annunzia inoltre che il servigio dei piroscafi fra questo porto e Trieste sarà ripreso col giorno primo del mese venturo, con le solite partenze. <box>15 338 48 572</box>
column-5 <box>274 12 355 811</box>
column-5-text <box>274 12 355 812</box>
section-rule <box>281 806 348 807</box>
cross-icon: ✝ <box>311 491 318 501</box>
body-paragraph: Dopo le notizie giunte da varie parti, il Governo ha stimato opportuno di pubblicare gli atti che seguono, affinchè il pubblico conosca lo stato delle cose e le disposizioni prese per mantenere l'ordine e la tranquillità. Le corrispondenze ricevute confermano che i lavori della Commissione procedono con regolarità, e che le deliberazioni saranno rese note quanto prima. Il Consiglio comunale si è radunato nella sala maggiore del palazzo, e dopo lunga discussione ha approvato il bilancio proposto dalla Giunta. Si annunzia inoltre che il servigio dei piroscafi fra questo porto e Trieste sarà ripreso col giorno primo del mese venturo, con le solite partenze. Dopo le notizie giunte da varie parti, il Governo ha stimato opportuno di pubblicare gli atti che seguono, affinchè il pubblico conosca lo stato delle cose e le disposizioni prese per mantenere l'ordine e la tranquillità. Le corrispondenze ricevute confermano che i lavori della Commissione procedono con regolarità, e che le deliberazioni saranno rese note quanto prima. Il Consiglio comunale si è radunato nella sala maggiore del palazzo, e dopo lunga discussione ha approvato il bilancio proposto dalla Giunta. Si annunzia inoltre che il servigio dei piroscafi fra questo porto e Trieste sarà ripreso col giorno primo del mese venturo, con le solite partenze. Dopo le notizie giunte da varie parti, il Governo ha stimato opportuno di pubblicare gli atti che seguono, affinchè il pubblico conosca lo stato delle cose e le disposizioni prese per mantenere l'ordine e la tranquillità. Le corrispondenze ricevute confermano che i lavori della Commissione procedono con regolarità, e che le deliberazioni saranno rese note quanto prima. Il Consiglio comunale si è radunato nella sala maggiore del palazzo, e dopo lunga discussione ha approvato il bilancio proposto dalla Giunta. Si annunzia inoltre che il servigio dei piroscafi fra questo porto e Trieste sarà ripreso col giorno primo del mese venturo, con le solite partenze. <box>198 1176 270 1241</box>
body-paragraph: Dopo le notizie giunte da varie parti, il Governo ha stimato opportuno di pubblicare gli atti che seguono, affinchè il pubblico conosca lo stato delle cose e le disposizioni prese per mantenere l'ordine e la tranquillità. Le corrispondenze ricevute confermano che i lavori della Commissione procedono con regolarità, e che le deliberazioni saranno rese note quanto prima. Il Consiglio comunale si è radunato nella sala maggiore del palazzo, e dopo lunga discussione ha approvato il bilancio proposto dalla Giunta. Si annunzia inoltre che il servigio dei piroscafi fra questo porto e Trieste sarà ripreso col giorno primo del mese venturo, con le solite partenze. Dopo le notizie giunte da varie parti, il Governo ha stimato opportuno di pubblicare gli atti che seguono, affinchè il pubblico conosca lo stato delle cose e le disposizioni prese per mantenere l'ordine e la tranquillità. Le corrispondenze ricevute confermano che i lavori della Commissione procedono con regolarità, e che le deliberazioni saranno rese note quanto prima. Il Consiglio comunale si è radunato nella sala maggiore del palazzo, e dopo lunga discussione ha approvato il bilancio proposto dalla Giunta. Si annunzia inoltre che il servigio dei piroscafi fra questo porto e Trieste sarà ripreso col giorno primo del mese venturo, con le solite partenze. Dopo le notizie giunte da varie parti, il Governo ha stimato opportuno di pubblicare gli atti che seguono, affinchè il pubblico conosca lo stato delle cose e le disposizioni prese per mantenere l'ordine e la tranquillità. Le corrispondenze ricevute confermano che i lavori della Commissione procedono con regolarità, e che le deliberazioni saranno rese note quanto prima. Il Consiglio comunale si è radunato nella sala maggiore del palazzo, e dopo lunga discussione ha approvato il bilancio proposto dalla Giunta. Si annunzia inoltre che il servigio dei piroscafi fra questo porto e Trieste sarà ripreso col giorno primo del mese venturo, con le solite partenze. Dopo le notizie giunte da varie parti, il Governo ha stimato opportuno di pubblicare gli atti che seguono, affinchè il pubblico conosca lo stato delle cose e le disposizioni prese per mantenere l'ordine e la tranquillità. Le corrispondenze ricevute confermano che i lavori della Commissione procedono con regolarità, e che le deliberazioni saranno rese note quanto prima. Il Consiglio comunale si è radunato nella sala maggiore del palazzo, e dopo lunga discussione ha approvato il bilancio proposto dalla Giunta. Si annunzia inoltre che il servigio dei piroscafi fra questo porto e Trieste sarà ripreso col giorno primo del mese venturo, con le solite partenze. Dopo le notizie giunte da varie parti, il Governo ha stimato opportuno di pubblicare gli atti che seguono, affinchè il pubblico conosca lo stato delle cose e le disposizioni prese per mantenere l'ordine e la tranquillità. Le corrispondenze ricevute confermano che i lavori della Commissione procedono con regolarità, e che le deliberazioni saranno rese note quanto prima. Il Consiglio comunale si è radunato nella sala maggiore del palazzo, e dopo lunga discussione ha approvato il bilancio proposto dalla Giunta. Si annunzia inoltre che il servigio dei piroscafi fra questo porto e Trieste sarà ripreso col giorno primo del mese venturo, con le solite partenze. <box>274 330 355 424</box>
body-paragraph: Dopo le notizie giunte da varie parti, il Governo ha stimato opportuno di pubblicare gli atti che seguono, affinchè il pubblico conosca lo stato delle cose e le disposizioni prese per mantenere l'ordine e la tranquillità. Le corrispondenze ricevute confermano che i lavori della Commissione procedono con regolarità, e che le deliberazioni saranno rese note quanto prima. Il Consiglio comunale si è radunato nella sala maggiore del palazzo, e dopo lunga discussione ha approvato il bilancio proposto dalla Giunta. Si annunzia inoltre che il servigio dei piroscafi fra questo porto e Trieste sarà ripreso col giorno primo del mese venturo, con le solite partenze. Dopo le notizie giunte da varie parti, il Governo ha stimato opportuno di pubblicare gli atti che seguono, affinchè il pubblico conosca lo stato delle cose e le disposizioni prese per mantenere l'ordine e la tranquillità. Le corrispondenze ricevute confermano che i lavori della Commissione procedono con regolarità, e che le deliberazioni saranno rese note quanto prima. Il Consiglio comunale si è radunato nella sala maggiore del palazzo, e dopo lunga discussione ha approvato il bilancio proposto dalla Giunta. Si annunzia inoltre che il servigio dei piroscafi fra questo porto e Trieste sarà ripreso col giorno primo del mese venturo, con le solite partenze. Dopo le notizie giunte da varie parti, il Governo ha stimato opportuno di pubblicare gli atti che seguono, affinchè il pubblico conosca lo stato delle cose e le disposizioni prese per mantenere l'ordine e la tranquillità. Le corrispondenze ricevute confermano che i lavori della Commissione procedono con regolarità, e che le deliberazioni saranno rese note quanto prima. Il Consiglio comunale si è radunato nella sala maggiore del palazzo, e dopo lunga discussione ha approvato il bilancio proposto dalla Giunta. Si annunzia inoltre che il servigio dei piroscafi fra questo porto e Trieste sarà ripreso col giorno primo del mese venturo, con le solite partenze. <box>198 659 270 724</box>
body-paragraph: Dopo le notizie giunte da varie parti, il Governo ha stimato opportuno di pubblicare gli atti che seguono, affinchè il pubblico conosca lo stato delle cose e le disposizioni prese per mantenere l'ordine e la tranquillità. Le corrispondenze ricevute confermano che i lavori della Commissione procedono con regolarità, e che le deliberazioni saranno rese note quanto prima. Il Consiglio comunale si è radunato nella sala maggiore del palazzo, e dopo lunga discussione ha approvato il bilancio proposto dalla Giunta. Si annunzia inoltre che il servigio dei piroscafi fra questo porto e Trieste sarà ripreso col giorno primo del mese venturo, con le solite partenze. Dopo le notizie giunte da varie parti, il Governo ha stimato opportuno di pubblicare gli atti che seguono, affinchè il pubblico conosca lo stato delle cose e le disposizioni prese per mantenere l'ordine e la tranquillità. Le corrispondenze ricevute confermano che i lavori della Commissione procedono con regolarità, e che le deliberazioni saranno rese note quanto prima. Il Consiglio comunale si è radunato nella sala maggiore del palazzo, e dopo lunga discussione ha approvato il bilancio proposto dalla Giunta. Si annunzia inoltre che il servigio dei piroscafi fra questo porto e Trieste sarà ripreso col giorno primo del mese venturo, con le solite partenze. Dopo le notizie giunte da varie parti, il Governo ha stimato opportuno di pubblicare gli atti che seguono, affinchè il pubblico conosca lo stato delle cose e le disposizioni prese per mantenere l'ordine e la tranquillità. Le corrispondenze ricevute confermano che i lavori della Commissione procedono con regolarità, e che le deliberazioni saranno rese note quanto prima. Il Consiglio comunale si è radunato nella sala maggiore del palazzo, e dopo lunga discussione ha approvato il bilancio proposto dalla Giunta. Si annunzia inoltre che il servigio dei piroscafi fra questo porto e Trieste sarà ripreso col giorno primo del mese venturo, con le solite partenze. Dopo le notizie giunte da varie parti, il Governo ha stimato opportuno di pubblicare gli atti che seguono, affinchè il pubblico conosca lo stato delle cose e le disposizioni prese per mantenere l'ordine e la tranquillità. Le corrispondenze ricevute confermano che i lavori della Commissione procedono con regolarità, e che le deliberazioni saranno rese note quanto prima. Il Consiglio comunale si è radunato nella sala maggiore del palazzo, e dopo lunga discussione ha approvato il bilancio proposto dalla Giunta. Si annunzia inoltre che il servigio dei piroscafi fra questo porto e Trieste sarà ripreso col giorno primo del mese venturo, con le solite partenze. Dopo le notizie giunte da varie parti, il Governo ha stimato opportuno di pubblicare gli atti che seguono, affinchè il pubblico conosca lo stato delle cose e le disposizioni prese per mantenere l'ordine e la tranquillità. Le corrispondenze ricevute confermano che i lavori della Commissione procedono con regolarità, e che le deliberazioni saranno rese note quanto prima. Il Consiglio comunale si è radunato nella sala maggiore del palazzo, e dopo lunga discussione ha approvato il bilancio proposto dalla Giunta. Si annunzia inoltre che il servigio dei piroscafi fra questo porto e Trieste sarà ripreso col giorno primo del mese venturo, con le solite partenze. <box>52 12 121 125</box>
body-paragraph: Dopo le notizie giunte da varie parti, il Governo ha stimato opportuno di pubblicare gli atti che seguono, affinchè il pubblico conosca lo stato delle cose e le disposizioni prese per mantenere l'ordine e la tranquillità. Le corrispondenze ricevute confermano che i lavori della Commissione procedono con regolarità, e che le deliberazioni saranno rese note quanto prima. Il Consiglio comunale si è radunato nella sala maggiore del palazzo, e dopo lunga discussione ha approvato il bilancio proposto dalla Giunta. Si annunzia inoltre che il servigio dei piroscafi fra questo porto e Trieste sarà ripreso col giorno primo del mese venturo, con le solite partenze. Dopo le notizie giunte da varie parti, il Governo ha stimato opportuno di pubblicare gli atti che seguono, affinchè il pubblico conosca lo stato delle cose e le disposizioni prese per mantenere l'ordine e la tranquillità. Le corrispondenze ricevute confermano che i lavori della Commissione procedono con regolarità, e che le deliberazioni saranno rese note quanto prima. Il Consiglio comunale si è radunato nella sala maggiore del palazzo, e dopo lunga discussione ha approvato il bilancio proposto dalla Giunta. Si annunzia inoltre che il servigio dei piroscafi fra questo porto e Trieste sarà ripreso col giorno primo del mese venturo, con le solite partenze. Dopo le notizie giunte da varie parti, il Governo ha stimato opportuno di pubblicare gli atti che seguono, affinchè il pubblico conosca lo stato delle cose e le disposizioni prese per mantenere l'ordine e la tranquillità. Le corrispondenze ricevute confermano che i lavori della Commissione procedono con regolarità, e che le deliberazioni saranno rese note quanto prima. Il Consiglio comunale si è radunato nella sala maggiore del palazzo, e dopo lunga discussione ha approvato il bilancio proposto dalla Giunta. Si annunzia inoltre che il servigio dei piroscafi fra questo porto e Trieste sarà ripreso col giorno primo del mese venturo, con le solite partenze. <box>52 671 121 740</box>
date-line: Venezia, 27 aprile 1865. <box>327 236 353 239</box>
body-paragraph: Dopo le notizie giunte da varie parti, il Governo ha stimato opportuno di pubblicare gli atti che seguono, affinchè il pubblico conosca lo stato delle cose e le disposizioni prese per mantenere l'ordine e la tranquillità. Le corrispondenze ricevute confermano che i lavori della Commissione procedono con regolarità, e che le deliberazioni saranno rese note quanto prima. Il Consiglio comunale si è radunato nella sala maggiore del palazzo, e dopo lunga discussione ha approvato il bilancio proposto dalla Giunta. Si annunzia inoltre che il servigio dei piroscafi fra questo porto e Trieste sarà ripreso col giorno primo del mese venturo, con le solite partenze. Dopo le notizie giunte da varie parti, il Governo ha stimato opportuno di pubblicare gli atti che seguono, affinchè il pubblico conosca lo stato delle cose e le disposizioni prese per mantenere l'ordine e la tranquillità. Le corrispondenze ricevute confermano che i lavori della Commissione procedono con regolarità, e che le deliberazioni saranno rese note quanto prima. Il Consiglio comunale si è radunato nella sala maggiore del palazzo, e dopo lunga discussione ha approvato il bilancio proposto dalla Giunta. Si annunzia inoltre che il servigio dei piroscafi fra questo porto e Trieste sarà ripreso col giorno primo del mese venturo, con le solite partenze. Dopo le notizie giunte da varie parti, il Governo ha stimato opportuno di pubblicare gli atti che seguono, affinchè il pubblico conosca lo stato delle cose e le disposizioni prese per mantenere l'ordine e la tranquillità. Le corrispondenze ricevute confermano che i lavori della Commissione procedono con regolarità, e che le deliberazioni saranno rese note quanto prima. Il Consiglio comunale si è radunato nella sala maggiore del palazzo, e dopo lunga discussione ha approvato il bilancio proposto dalla Giunta. Si annunzia inoltre che il servigio dei piroscafi fra questo porto e Trieste sarà ripreso col giorno primo del mese venturo, con le solite partenze. Dopo le notizie giunte da varie parti, il Governo ha stimato opportuno di pubblicare gli atti che seguono, affinchè il pubblico conosca lo stato delle cose e le disposizioni prese per mantenere l'ordine e la tranquillità. Le corrispondenze ricevute confermano che i lavori della Commissione procedono con regolarità, e che le deliberazioni saranno rese note quanto prima. Il Consiglio comunale si è radunato nella sala maggiore del palazzo, e dopo lunga discussione ha approvato il bilancio proposto dalla Giunta. Si annunzia inoltre che il servigio dei piroscafi fra questo porto e Trieste sarà ripreso col giorno primo del mese venturo, con le solite partenze. <box>52 740 121 831</box>
dispacci-heading: DISPACCI TELEGRAFICI <box>209 271 260 275</box>
column-3-text <box>125 12 195 1104</box>
column-2-text <box>52 12 121 1104</box>
body-paragraph: Dopo le notizie giunte da varie parti, il Governo ha stimato opportuno di pubblicare gli atti che seguono, affinchè il pubblico conosca lo stato delle cose e le disposizioni prese per mantenere l'ordine e la tranquillità. Le corrispondenze ricevute confermano che i lavori della Commissione procedono con regolarità, e che le deliberazioni saranno rese note quanto prima. Il Consiglio comunale si è radunato nella sala maggiore del palazzo, e dopo lunga discussione ha approvato il bilancio proposto dalla Giunta. Si annunzia inoltre che il servigio dei piroscafi fra questo porto e Trieste sarà ripreso col giorno primo del mese venturo, con le solite partenze. Dopo le notizie giunte da varie parti, il Governo ha stimato opportuno di pubblicare gli atti che seguono, affinchè il pubblico conosca lo stato delle cose e le disposizioni prese per mantenere l'ordine e la tranquillità. Le corrispondenze ricevute confermano che i lavori della Commissione procedono con regolarità, e che le deliberazioni saranno rese note quanto prima. Il Consiglio comunale si è radunato nella sala maggiore del palazzo, e dopo lunga discussione ha approvato il bilancio proposto dalla Giunta. Si annunzia inoltre che il servigio dei piroscafi fra questo porto e Trieste sarà ripreso col giorno primo del mese venturo, con le solite partenze. Dopo le notizie giunte da varie parti, il Governo ha stimato opportuno di pubblicare gli atti che seguono, affinchè il pubblico conosca lo stato delle cose e le disposizioni prese per mantenere l'ordine e la tranquillità. Le corrispondenze ricevute confermano che i lavori della Commissione procedono con regolarità, e che le deliberazioni saranno rese note quanto prima. Il Consiglio comunale si è radunato nella sala maggiore del palazzo, e dopo lunga discussione ha approvato il bilancio proposto dalla Giunta. Si annunzia inoltre che il servigio dei piroscafi fra questo porto e Trieste sarà ripreso col giorno primo del mese venturo, con le solite partenze. Dopo le notizie giunte da varie parti, il Governo ha stimato opportuno di pubblicare gli atti che seguono, affinchè il pubblico conosca lo stato delle cose e le disposizioni prese per mantenere l'ordine e la tranquillità. Le corrispondenze ricevute confermano che i lavori della Commissione procedono con regolarità, e che le deliberazioni saranno rese note quanto prima. Il Consiglio comunale si è radunato nella sala maggiore del palazzo, e dopo lunga discussione ha approvato il bilancio proposto dalla Giunta. Si annunzia inoltre che il servigio dei piroscafi fra questo porto e Trieste sarà ripreso col giorno primo del mese venturo, con le solite partenze. <box>198 183 270 267</box>
body-paragraph: Dopo le notizie giunte da varie parti, il Governo ha stimato opportuno di pubblicare gli atti che seguono, affinchè il pubblico conosca lo stato delle cose e le disposizioni prese per mantenere l'ordine e la tranquillità. Le corrispondenze ricevute confermano che i lavori della Commissione procedono con regolarità, e che le deliberazioni saranno rese note quanto prima. Il Consiglio comunale si è radunato nella sala maggiore del palazzo, e dopo lunga discussione ha approvato il bilancio proposto dalla Giunta. Si annunzia inoltre che il servigio dei piroscafi fra questo porto e Trieste sarà ripreso col giorno primo del mese venturo, con le solite partenze. Dopo le notizie giunte da varie parti, il Governo ha stimato opportuno di pubblicare gli atti che seguono, affinchè il pubblico conosca lo stato delle cose e le disposizioni prese per mantenere l'ordine e la tranquillità. Le corrispondenze ricevute confermano che i lavori della Commissione procedono con regolarità, e che le deliberazioni saranno rese note quanto prima. Il Consiglio comunale si è radunato nella sala maggiore del palazzo, e dopo lunga discussione ha approvato il bilancio proposto dalla Giunta. Si annunzia inoltre che il servigio dei piroscafi fra questo porto e Trieste sarà ripreso col giorno primo del mese venturo, con le solite partenze. Dopo le notizie giunte da varie parti, il Governo ha stimato opportuno di pubblicare gli atti che seguono, affinchè il pubblico conosca lo stato delle cose e le disposizioni prese per mantenere l'ordine e la tranquillità. Le corrispondenze ricevute confermano che i lavori della Commissione procedono con regolarità, e che le deliberazioni saranno rese note quanto prima. Il Consiglio comunale si è radunato nella sala maggiore del palazzo, e dopo lunga discussione ha approvato il bilancio proposto dalla Giunta. Si annunzia inoltre che il servigio dei piroscafi fra questo porto e Trieste sarà ripreso col giorno primo del mese venturo, con le solite partenze. <box>15 12 48 152</box>
column-3 <box>125 12 195 1105</box>
dispacci-subheading: della Gazzetta Ufficiale di Venezia. <box>214 275 255 279</box>
column-1 <box>15 12 48 2576</box>
body-paragraph: Dopo le notizie giunte da varie parti, il Governo ha stimato opportuno di pubblicare gli atti che seguono, affinchè il pubblico conosca lo stato delle cose e le disposizioni prese per mantenere l'ordine e la tranquillità. Le corrispondenze ricevute confermano che i lavori della Commissione procedono con regolarità, e che le deliberazioni saranno rese note quanto prima. Il Consiglio comunale si è radunato nella sala maggiore del palazzo, e dopo lunga discussione ha approvato il bilancio proposto dalla Giunta. Si annunzia inoltre che il servigio dei piroscafi fra questo porto e Trieste sarà ripreso col giorno primo del mese venturo, con le solite partenze. Dopo le notizie giunte da varie parti, il Governo ha stimato opportuno di pubblicare gli atti che seguono, affinchè il pubblico conosca lo stato delle cose e le disposizioni prese per mantenere l'ordine e la tranquillità. Le corrispondenze ricevute confermano che i lavori della Commissione procedono con regolarità, e che le deliberazioni saranno rese note quanto prima. Il Consiglio comunale si è radunato nella sala maggiore del palazzo, e dopo lunga discussione ha approvato il bilancio proposto dalla Giunta. Si annunzia inoltre che il servigio dei piroscafi fra questo porto e Trieste sarà ripreso col giorno primo del mese venturo, con le solite partenze. Dopo le notizie giunte da varie parti, il Governo ha stimato opportuno di pubblicare gli atti che seguono, affinchè il pubblico conosca lo stato delle cose e le disposizioni prese per mantenere l'ordine e la tranquillità. Le corrispondenze ricevute confermano che i lavori della Commissione procedono con regolarità, e che le deliberazioni saranno rese note quanto prima. Il Consiglio comunale si è radunato nella sala maggiore del palazzo, e dopo lunga discussione ha approvato il bilancio proposto dalla Giunta. Si annunzia inoltre che il servigio dei piroscafi fra questo porto e Trieste sarà ripreso col giorno primo del mese venturo, con le solite partenze. <box>15 1690 48 1830</box>
body-paragraph: Dopo le notizie giunte da varie parti, il Governo ha stimato opportuno di pubblicare gli atti che seguono, affinchè il pubblico conosca lo stato delle cose e le disposizioni prese per mantenere l'ordine e la tranquillità. Le corrispondenze ricevute confermano che i lavori della Commissione procedono con regolarità, e che le deliberazioni saranno rese note quanto prima. Il Consiglio comunale si è radunato nella sala maggiore del palazzo, e dopo lunga discussione ha approvato il bilancio proposto dalla Giunta. Si annunzia inoltre che il servigio dei piroscafi fra questo porto e Trieste sarà ripreso col giorno primo del mese venturo, con le solite partenze. Dopo le notizie giunte da varie parti, il Governo ha stimato opportuno di pubblicare gli atti che seguono, affinchè il pubblico conosca lo stato delle cose e le disposizioni prese per mantenere l'ordine e la tranquillità. Le corrispondenze ricevute confermano che i lavori della Commissione procedono con regolarità, e che le deliberazioni saranno rese note quanto prima. Il Consiglio comunale si è radunato nella sala maggiore del palazzo, e dopo lunga discussione ha approvato il bilancio proposto dalla Giunta. Si annunzia inoltre che il servigio dei piroscafi fra questo porto e Trieste sarà ripreso col giorno primo del mese venturo, con le solite partenze. Dopo le notizie giunte da varie parti, il Governo ha stimato opportuno di pubblicare gli atti che seguono, affinchè il pubblico conosca lo stato delle cose e le disposizioni prese per mantenere l'ordine e la tranquillità. Le corrispondenze ricevute confermano che i lavori della Commissione procedono con regolarità, e che le deliberazioni saranno rese note quanto prima. Il Consiglio comunale si è radunato nella sala maggiore del palazzo, e dopo lunga discussione ha approvato il bilancio proposto dalla Giunta. Si annunzia inoltre che il servigio dei piroscafi fra questo porto e Trieste sarà ripreso col giorno primo del mese venturo, con le solite partenze. Dopo le notizie giunte da varie parti, il Governo ha stimato opportuno di pubblicare gli atti che seguono, affinchè il pubblico conosca lo stato delle cose e le disposizioni prese per mantenere l'ordine e la tranquillità. Le corrispondenze ricevute confermano che i lavori della Commissione procedono con regolarità, e che le deliberazioni saranno rese note quanto prima. Il Consiglio comunale si è radunato nella sala maggiore del palazzo, e dopo lunga discussione ha approvato il bilancio proposto dalla Giunta. Si annunzia inoltre che il servigio dei piroscafi fra questo porto e Trieste sarà ripreso col giorno primo del mese venturo, con le solite partenze. <box>15 1271 48 1457</box>
body-paragraph: Dopo le notizie giunte da varie parti, il Governo ha stimato opportuno di pubblicare gli atti che seguono, affinchè il pubblico conosca lo stato delle cose e le disposizioni prese per mantenere l'ordine e la tranquillità. Le corrispondenze ricevute confermano che i lavori della Commissione procedono con regolarità, e che le deliberazioni saranno rese note quanto prima. Il Consiglio comunale si è radunato nella sala maggiore del palazzo, e dopo lunga discussione ha approvato il bilancio proposto dalla Giunta. Si annunzia inoltre che il servigio dei piroscafi fra questo porto e Trieste sarà ripreso col giorno primo del mese venturo, con le solite partenze. Dopo le notizie giunte da varie parti, il Governo ha stimato opportuno di pubblicare gli atti che seguono, affinchè il pubblico conosca lo stato delle cose e le disposizioni prese per mantenere l'ordine e la tranquillità. Le corrispondenze ricevute confermano che i lavori della Commissione procedono con regolarità, e che le deliberazioni saranno rese note quanto prima. Il Consiglio comunale si è radunato nella sala maggiore del palazzo, e dopo lunga discussione ha approvato il bilancio proposto dalla Giunta. Si annunzia inoltre che il servigio dei piroscafi fra questo porto e Trieste sarà ripreso col giorno primo del mese venturo, con le solite partenze. Dopo le notizie giunte da varie parti, il Governo ha stimato opportuno di pubblicare gli atti che seguono, affinchè il pubblico conosca lo stato delle cose e le disposizioni prese per mantenere l'ordine e la tranquillità. Le corrispondenze ricevute confermano che i lavori della Commissione procedono con regolarità, e che le deliberazioni saranno rese note quanto prima. Il Consiglio comunale si è radunato nella sala maggiore del palazzo, e dopo lunga discussione ha approvato il bilancio proposto dalla Giunta. Si annunzia inoltre che il servigio dei piroscafi fra questo porto e Trieste sarà ripreso col giorno primo del mese venturo, con le solite partenze. Dopo le notizie giunte da varie parti, il Governo ha stimato opportuno di pubblicare gli atti che seguono, affinchè il pubblico conosca lo stato delle cose e le disposizioni prese per mantenere l'ordine e la tranquillità. Le corrispondenze ricevute confermano che i lavori della Commissione procedono con regolarità, e che le deliberazioni saranno rese note quanto prima. Il Consiglio comunale si è radunato nella sala maggiore del palazzo, e dopo lunga discussione ha approvato il bilancio proposto dalla Giunta. Si annunzia inoltre che il servigio dei piroscafi fra questo porto e Trieste sarà ripreso col giorno primo del mese venturo, con le solite partenze. <box>52 194 121 285</box>
newspaper-page <box>15 3 355 2576</box>
body-paragraph: Dopo le notizie giunte da varie parti, il Governo ha stimato opportuno di pubblicare gli atti che seguono, affinchè il pubblico conosca lo stato delle cose e le disposizioni prese per mantenere l'ordine e la tranquillità. Le corrispondenze ricevute confermano che i lavori della Commissione procedono con regolarità, e che le deliberazioni saranno rese note quanto prima. Il Consiglio comunale si è radunato nella sala maggiore del palazzo, e dopo lunga discussione ha approvato il bilancio proposto dalla Giunta. Si annunzia inoltre che il servigio dei piroscafi fra questo porto e Trieste sarà ripreso col giorno primo del mese venturo, con le solite partenze. Dopo le notizie giunte da varie parti, il Governo ha stimato opportuno di pubblicare gli atti che seguono, affinchè il pubblico conosca lo stato delle cose e le disposizioni prese per mantenere l'ordine e la tranquillità. Le corrispondenze ricevute confermano che i lavori della Commissione procedono con regolarità, e che le deliberazioni saranno rese note quanto prima. Il Consiglio comunale si è radunato nella sala maggiore del palazzo, e dopo lunga discussione ha approvato il bilancio proposto dalla Giunta. Si annunzia inoltre che il servigio dei piroscafi fra questo porto e Trieste sarà ripreso col giorno primo del mese venturo, con le solite partenze. Dopo le notizie giunte da varie parti, il Governo ha stimato opportuno di pubblicare gli atti che seguono, affinchè il pubblico conosca lo stato delle cose e le disposizioni prese per mantenere l'ordine e la tranquillità. Le corrispondenze ricevute confermano che i lavori della Commissione procedono con regolarità, e che le deliberazioni saranno rese note quanto prima. Il Consiglio comunale si è radunato nella sala maggiore del palazzo, e dopo lunga discussione ha approvato il bilancio proposto dalla Giunta. Si annunzia inoltre che il servigio dei piroscafi fra questo porto e Trieste sarà ripreso col giorno primo del mese venturo, con le solite partenze. Dopo le notizie giunte da varie parti, il Governo ha stimato opportuno di pubblicare gli atti che seguono, affinchè il pubblico conosca lo stato delle cose e le disposizioni prese per mantenere l'ordine e la tranquillità. Le corrispondenze ricevute confermano che i lavori della Commissione procedono con regolarità, e che le deliberazioni saranno rese note quanto prima. Il Consiglio comunale si è radunato nella sala maggiore del palazzo, e dopo lunga discussione ha approvato il bilancio proposto dalla Giunta. Si annunzia inoltre che il servigio dei piroscafi fra questo porto e Trieste sarà ripreso col giorno primo del mese venturo, con le solite partenze. Dopo le notizie giunte da varie parti, il Governo ha stimato opportuno di pubblicare gli atti che seguono, affinchè il pubblico conosca lo stato delle cose e le disposizioni prese per mantenere l'ordine e la tranquillità. Le corrispondenze ricevute confermano che i lavori della Commissione procedono con regolarità, e che le deliberazioni saranno rese note quanto prima. Il Consiglio comunale si è radunato nella sala maggiore del palazzo, e dopo lunga discussione ha approvato il bilancio proposto dalla Giunta. Si annunzia inoltre che il servigio dei piroscafi fra questo porto e Trieste sarà ripreso col giorno primo del mese venturo, con le solite partenze. <box>15 898 48 1131</box>
body-paragraph: Dopo le notizie giunte da varie parti, il Governo ha stimato opportuno di pubblicare gli atti che seguono, affinchè il pubblico conosca lo stato delle cose e le disposizioni prese per mantenere l'ordine e la tranquillità. Le corrispondenze ricevute confermano che i lavori della Commissione procedono con regolarità, e che le deliberazioni saranno rese note quanto prima. Il Consiglio comunale si è radunato nella sala maggiore del palazzo, e dopo lunga discussione ha approvato il bilancio proposto dalla Giunta. Si annunzia inoltre che il servigio dei piroscafi fra questo porto e Trieste sarà ripreso col giorno primo del mese venturo, con le solite partenze. Dopo le notizie giunte da varie parti, il Governo ha stimato opportuno di pubblicare gli atti che seguono, affinchè il pubblico conosca lo stato delle cose e le disposizioni prese per mantenere l'ordine e la tranquillità. Le corrispondenze ricevute confermano che i lavori della Commissione procedono con regolarità, e che le deliberazioni saranno rese note quanto prima. Il Consiglio comunale si è radunato nella sala maggiore del palazzo, e dopo lunga discussione ha approvato il bilancio proposto dalla Giunta. Si annunzia inoltre che il servigio dei piroscafi fra questo porto e Trieste sarà ripreso col giorno primo del mese venturo, con le solite partenze. Dopo le notizie giunte da varie parti, il Governo ha stimato opportuno di pubblicare gli atti che seguono, affinchè il pubblico conosca lo stato delle cose e le disposizioni prese per mantenere l'ordine e la tranquillità. Le corrispondenze ricevute confermano che i lavori della Commissione procedono con regolarità, e che le deliberazioni saranno rese note quanto prima. Il Consiglio comunale si è radunato nella sala maggiore del palazzo, e dopo lunga discussione ha approvato il bilancio proposto dalla Giunta. Si annunzia inoltre che il servigio dei piroscafi fra questo porto e Trieste sarà ripreso col giorno primo del mese venturo, con le solite partenze. Dopo le notizie giunte da varie parti, il Governo ha stimato opportuno di pubblicare gli atti che seguono, affinchè il pubblico conosca lo stato delle cose e le disposizioni prese per mantenere l'ordine e la tranquillità. Le corrispondenze ricevute confermano che i lavori della Commissione procedono con regolarità, e che le deliberazioni saranno rese note quanto prima. Il Consiglio comunale si è radunato nella sala maggiore del palazzo, e dopo lunga discussione ha approvato il bilancio proposto dalla Giunta. Si annunzia inoltre che il servigio dei piroscafi fra questo porto e Trieste sarà ripreso col giorno primo del mese venturo, con le solite partenze. <box>274 505 355 581</box>
body-paragraph: Dopo le notizie giunte da varie parti, il Governo ha stimato opportuno di pubblicare gli atti che seguono, affinchè il pubblico conosca lo stato delle cose e le disposizioni prese per mantenere l'ordine e la tranquillità. Le corrispondenze ricevute confermano che i lavori della Commissione procedono con regolarità, e che le deliberazioni saranno rese note quanto prima. Il Consiglio comunale si è radunato nella sala maggiore del palazzo, e dopo lunga discussione ha approvato il bilancio proposto dalla Giunta. Si annunzia inoltre che il servigio dei piroscafi fra questo porto e Trieste sarà ripreso col giorno primo del mese venturo, con le solite partenze. Dopo le notizie giunte da varie parti, il Governo ha stimato opportuno di pubblicare gli atti che seguono, affinchè il pubblico conosca lo stato delle cose e le disposizioni prese per mantenere l'ordine e la tranquillità. Le corrispondenze ricevute confermano che i lavori della Commissione procedono con regolarità, e che le deliberazioni saranno rese note quanto prima. Il Consiglio comunale si è radunato nella sala maggiore del palazzo, e dopo lunga discussione ha approvato il bilancio proposto dalla Giunta. Si annunzia inoltre che il servigio dei piroscafi fra questo porto e Trieste sarà ripreso col giorno primo del mese venturo, con le solite partenze. Dopo le notizie giunte da varie parti, il Governo ha stimato opportuno di pubblicare gli atti che seguono, affinchè il pubblico conosca lo stato delle cose e le disposizioni prese per mantenere l'ordine e la tranquillità. Le corrispondenze ricevute confermano che i lavori della Commissione procedono con regolarità, e che le deliberazioni saranno rese note quanto prima. Il Consiglio comunale si è radunato nella sala maggiore del palazzo, e dopo lunga discussione ha approvato il bilancio proposto dalla Giunta. Si annunzia inoltre che il servigio dei piroscafi fra questo porto e Trieste sarà ripreso col giorno primo del mese venturo, con le solite partenze. Dopo le notizie giunte da varie parti, il Governo ha stimato opportuno di pubblicare gli atti che seguono, affinchè il pubblico conosca lo stato delle cose e le disposizioni prese per mantenere l'ordine e la tranquillità. Le corrispondenze ricevute confermano che i lavori della Commissione procedono con regolarità, e che le deliberazioni saranno rese note quanto prima. Il Consiglio comunale si è radunato nella sala maggiore del palazzo, e dopo lunga discussione ha approvato il bilancio proposto dalla Giunta. Si annunzia inoltre che il servigio dei piroscafi fra questo porto e Trieste sarà ripreso col giorno primo del mese venturo, con le solite partenze. <box>274 242 355 318</box>
body-paragraph: Dopo le notizie giunte da varie parti, il Governo ha stimato opportuno di pubblicare gli atti che seguono, affinchè il pubblico conosca lo stato delle cose e le disposizioni prese per mantenere l'ordine e la tranquillità. Le corrispondenze ricevute confermano che i lavori della Commissione procedono con regolarità, e che le deliberazioni saranno rese note quanto prima. Il Consiglio comunale si è radunato nella sala maggiore del palazzo, e dopo lunga discussione ha approvato il bilancio proposto dalla Giunta. Si annunzia inoltre che il servigio dei piroscafi fra questo porto e Trieste sarà ripreso col giorno primo del mese venturo, con le solite partenze. Dopo le notizie giunte da varie parti, il Governo ha stimato opportuno di pubblicare gli atti che seguono, affinchè il pubblico conosca lo stato delle cose e le disposizioni prese per mantenere l'ordine e la tranquillità. Le corrispondenze ricevute confermano che i lavori della Commissione procedono con regolarità, e che le deliberazioni saranno rese note quanto prima. Il Consiglio comunale si è radunato nella sala maggiore del palazzo, e dopo lunga discussione ha approvato il bilancio proposto dalla Giunta. Si annunzia inoltre che il servigio dei piroscafi fra questo porto e Trieste sarà ripreso col giorno primo del mese venturo, con le solite partenze. Dopo le notizie giunte da varie parti, il Governo ha stimato opportuno di pubblicare gli atti che seguono, affinchè il pubblico conosca lo stato delle cose e le disposizioni prese per mantenere l'ordine e la tranquillità. Le corrispondenze ricevute confermano che i lavori della Commissione procedono con regolarità, e che le deliberazioni saranno rese note quanto prima. Il Consiglio comunale si è radunato nella sala maggiore del palazzo, e dopo lunga discussione ha approvato il bilancio proposto dalla Giunta. Si annunzia inoltre che il servigio dei piroscafi fra questo porto e Trieste sarà ripreso col giorno primo del mese venturo, con le solite partenze. Dopo le notizie giunte da varie parti, il Governo ha stimato opportuno di pubblicare gli atti che seguono, affinchè il pubblico conosca lo stato delle cose e le disposizioni prese per mantenere l'ordine e la tranquillità. Le corrispondenze ricevute confermano che i lavori della Commissione procedono con regolarità, e che le deliberazioni saranno rese note quanto prima. Il Consiglio comunale si è radunato nella sala maggiore del palazzo, e dopo lunga discussione ha approvato il bilancio proposto dalla Giunta. Si annunzia inoltre che il servigio dei piroscafi fra questo porto e Trieste sarà ripreso col giorno primo del mese venturo, con le solite partenze. Dopo le notizie giunte da varie parti, il Governo ha stimato opportuno di pubblicare gli atti che seguono, affinchè il pubblico conosca lo stato delle cose e le disposizioni prese per mantenere l'ordine e la tranquillità. Le corrispondenze ricevute confermano che i lavori della Commissione procedono con regolarità, e che le deliberazioni saranno rese note quanto prima. Il Consiglio comunale si è radunato nella sala maggiore del palazzo, e dopo lunga discussione ha approvato il bilancio proposto dalla Giunta. Si annunzia inoltre che il servigio dei piroscafi fra questo porto e Trieste sarà ripreso col giorno primo del mese venturo, con le solite partenze. <box>198 553 270 659</box>
obituary-title: Maria nob. contessa Quirini-Benardi. <box>290 502 339 505</box>
body-paragraph: Dopo le notizie giunte da varie parti, il Governo ha stimato opportuno di pubblicare gli atti che seguono, affinchè il pubblico conosca lo stato delle cose e le disposizioni prese per mantenere l'ordine e la tranquillità. Le corrispondenze ricevute confermano che i lavori della Commissione procedono con regolarità, e che le deliberazioni saranno rese note quanto prima. Il Consiglio comunale si è radunato nella sala maggiore del palazzo, e dopo lunga discussione ha approvato il bilancio proposto dalla Giunta. Si annunzia inoltre che il servigio dei piroscafi fra questo porto e Trieste sarà ripreso col giorno primo del mese venturo, con le solite partenze. Dopo le notizie giunte da varie parti, il Governo ha stimato opportuno di pubblicare gli atti che seguono, affinchè il pubblico conosca lo stato delle cose e le disposizioni prese per mantenere l'ordine e la tranquillità. Le corrispondenze ricevute confermano che i lavori della Commissione procedono con regolarità, e che le deliberazioni saranno rese note quanto prima. Il Consiglio comunale si è radunato nella sala maggiore del palazzo, e dopo lunga discussione ha approvato il bilancio proposto dalla Giunta. Si annunzia inoltre che il servigio dei piroscafi fra questo porto e Trieste sarà ripreso col giorno primo del mese venturo, con le solite partenze. Dopo le notizie giunte da varie parti, il Governo ha stimato opportuno di pubblicare gli atti che seguono, affinchè il pubblico conosca lo stato delle cose e le disposizioni prese per mantenere l'ordine e la tranquillità. Le corrispondenze ricevute confermano che i lavori della Commissione procedono con regolarità, e che le deliberazioni saranno rese note quanto prima. Il Consiglio comunale si è radunato nella sala maggiore del palazzo, e dopo lunga discussione ha approvato il bilancio proposto dalla Giunta. Si annunzia inoltre che il servigio dei piroscafi fra questo porto e Trieste sarà ripreso col giorno primo del mese venturo, con le solite partenze. Dopo le notizie giunte da varie parti, il Governo ha stimato opportuno di pubblicare gli atti che seguono, affinchè il pubblico conosca lo stato delle cose e le disposizioni prese per mantenere l'ordine e la tranquillità. Le corrispondenze ricevute confermano che i lavori della Commissione procedono con regolarità, e che le deliberazioni saranno rese note quanto prima. Il Consiglio comunale si è radunato nella sala maggiore del palazzo, e dopo lunga discussione ha approvato il bilancio proposto dalla Giunta. Si annunzia inoltre che il servigio dei piroscafi fra questo porto e Trieste sarà ripreso col giorno primo del mese venturo, con le solite partenze. Dopo le notizie giunte da varie parti, il Governo ha stimato opportuno di pubblicare gli atti che seguono, affinchè il pubblico conosca lo stato delle cose e le disposizioni prese per mantenere l'ordine e la tranquillità. Le corrispondenze ricevute confermano che i lavori della Commissione procedono con regolarità, e che le deliberazioni saranno rese note quanto prima. Il Consiglio comunale si è radunato nella sala maggiore del palazzo, e dopo lunga discussione ha approvato il bilancio proposto dalla Giunta. Si annunzia inoltre che il servigio dei piroscafi fra questo porto e Trieste sarà ripreso col giorno primo del mese venturo, con le solite partenze. <box>274 87 355 181</box>
body-paragraph: Dopo le notizie giunte da varie parti, il Governo ha stimato opportuno di pubblicare gli atti che seguono, affinchè il pubblico conosca lo stato delle cose e le disposizioni prese per mantenere l'ordine e la tranquillità. Le corrispondenze ricevute confermano che i lavori della Commissione procedono con regolarità, e che le deliberazioni saranno rese note quanto prima. Il Consiglio comunale si è radunato nella sala maggiore del palazzo, e dopo lunga discussione ha approvato il bilancio proposto dalla Giunta. Si annunzia inoltre che il servigio dei piroscafi fra questo porto e Trieste sarà ripreso col giorno primo del mese venturo, con le solite partenze. Dopo le notizie giunte da varie parti, il Governo ha stimato opportuno di pubblicare gli atti che seguono, affinchè il pubblico conosca lo stato delle cose e le disposizioni prese per mantenere l'ordine e la tranquillità. Le corrispondenze ricevute confermano che i lavori della Commissione procedono con regolarità, e che le deliberazioni saranno rese note quanto prima. Il Consiglio comunale si è radunato nella sala maggiore del palazzo, e dopo lunga discussione ha approvato il bilancio proposto dalla Giunta. Si annunzia inoltre che il servigio dei piroscafi fra questo porto e Trieste sarà ripreso col giorno primo del mese venturo, con le solite partenze. Dopo le notizie giunte da varie parti, il Governo ha stimato opportuno di pubblicare gli atti che seguono, affinchè il pubblico conosca lo stato delle cose e le disposizioni prese per mantenere l'ordine e la tranquillità. Le corrispondenze ricevute confermano che i lavori della Commissione procedono con regolarità, e che le deliberazioni saranno rese note quanto prima. Il Consiglio comunale si è radunato nella sala maggiore del palazzo, e dopo lunga discussione ha approvato il bilancio proposto dalla Giunta. Si annunzia inoltre che il servigio dei piroscafi fra questo porto e Trieste sarà ripreso col giorno primo del mese venturo, con le solite partenze. <box>274 181 355 236</box>
fatti-diversi-heading: FATTI DIVERSI. <box>198 458 270 467</box>
body-paragraph: Dopo le notizie giunte da varie parti, il Governo ha stimato opportuno di pubblicare gli atti che seguono, affinchè il pubblico conosca lo stato delle cose e le disposizioni prese per mantenere l'ordine e la tranquillità. Le corrispondenze ricevute confermano che i lavori della Commissione procedono con regolarità, e che le deliberazioni saranno rese note quanto prima. Il Consiglio comunale si è radunato nella sala maggiore del palazzo, e dopo lunga discussione ha approvato il bilancio proposto dalla Giunta. Si annunzia inoltre che il servigio dei piroscafi fra questo porto e Trieste sarà ripreso col giorno primo del mese venturo, con le solite partenze. Dopo le notizie giunte da varie parti, il Governo ha stimato opportuno di pubblicare gli atti che seguono, affinchè il pubblico conosca lo stato delle cose e le disposizioni prese per mantenere l'ordine e la tranquillità. Le corrispondenze ricevute confermano che i lavori della Commissione procedono con regolarità, e che le deliberazioni saranno rese note quanto prima. Il Consiglio comunale si è radunato nella sala maggiore del palazzo, e dopo lunga discussione ha approvato il bilancio proposto dalla Giunta. Si annunzia inoltre che il servigio dei piroscafi fra questo porto e Trieste sarà ripreso col giorno primo del mese venturo, con le solite partenze. Dopo le notizie giunte da varie parti, il Governo ha stimato opportuno di pubblicare gli atti che seguono, affinchè il pubblico conosca lo stato delle cose e le disposizioni prese per mantenere l'ordine e la tranquillità. Le corrispondenze ricevute confermano che i lavori della Commissione procedono con regolarità, e che le deliberazioni saranno rese note quanto prima. Il Consiglio comunale si è radunato nella sala maggiore del palazzo, e dopo lunga discussione ha approvato il bilancio proposto dalla Giunta. Si annunzia inoltre che il servigio dei piroscafi fra questo porto e Trieste sarà ripreso col giorno primo del mese venturo, con le solite partenze. <box>274 423 355 479</box>
scan-left-edge <box>0 0 9 488</box>
column-divider <box>272 12 273 483</box>
body-paragraph: Dopo le notizie giunte da varie parti, il Governo ha stimato opportuno di pubblicare gli atti che seguono, affinchè il pubblico conosca lo stato delle cose e le disposizioni prese per mantenere l'ordine e la tranquillità. Le corrispondenze ricevute confermano che i lavori della Commissione procedono con regolarità, e che le deliberazioni saranno rese note quanto prima. Il Consiglio comunale si è radunato nella sala maggiore del palazzo, e dopo lunga discussione ha approvato il bilancio proposto dalla Giunta. Si annunzia inoltre che il servigio dei piroscafi fra questo porto e Trieste sarà ripreso col giorno primo del mese venturo, con le solite partenze. Dopo le notizie giunte da varie parti, il Governo ha stimato opportuno di pubblicare gli atti che seguono, affinchè il pubblico conosca lo stato delle cose e le disposizioni prese per mantenere l'ordine e la tranquillità. Le corrispondenze ricevute confermano che i lavori della Commissione procedono con regolarità, e che le deliberazioni saranno rese note quanto prima. Il Consiglio comunale si è radunato nella sala maggiore del palazzo, e dopo lunga discussione ha approvato il bilancio proposto dalla Giunta. Si annunzia inoltre che il servigio dei piroscafi fra questo porto e Trieste sarà ripreso col giorno primo del mese venturo, con le solite partenze. Dopo le notizie giunte da varie parti, il Governo ha stimato opportuno di pubblicare gli atti che seguono, affinchè il pubblico conosca lo stato delle cose e le disposizioni prese per mantenere l'ordine e la tranquillità. Le corrispondenze ricevute confermano che i lavori della Commissione procedono con regolarità, e che le deliberazioni saranno rese note quanto prima. Il Consiglio comunale si è radunato nella sala maggiore del palazzo, e dopo lunga discussione ha approvato il bilancio proposto dalla Giunta. Si annunzia inoltre che il servigio dei piroscafi fra questo porto e Trieste sarà ripreso col giorno primo del mese venturo, con le solite partenze. Dopo le notizie giunte da varie parti, il Governo ha stimato opportuno di pubblicare gli atti che seguono, affinchè il pubblico conosca lo stato delle cose e le disposizioni prese per mantenere l'ordine e la tranquillità. Le corrispondenze ricevute confermano che i lavori della Commissione procedono con regolarità, e che le deliberazioni saranno rese note quanto prima. Il Consiglio comunale si è radunato nella sala maggiore del palazzo, e dopo lunga discussione ha approvato il bilancio proposto dalla Giunta. Si annunzia inoltre che il servigio dei piroscafi fra questo porto e Trieste sarà ripreso col giorno primo del mese venturo, con le solite partenze. <box>198 723 270 809</box>
body-paragraph: Dopo le notizie giunte da varie parti, il Governo ha stimato opportuno di pubblicare gli atti che seguono, affinchè il pubblico conosca lo stato delle cose e le disposizioni prese per mantenere l'ordine e la tranquillità. Le corrispondenze ricevute confermano che i lavori della Commissione procedono con regolarità, e che le deliberazioni saranno rese note quanto prima. Il Consiglio comunale si è radunato nella sala maggiore del palazzo, e dopo lunga discussione ha approvato il bilancio proposto dalla Giunta. Si annunzia inoltre che il servigio dei piroscafi fra questo porto e Trieste sarà ripreso col giorno primo del mese venturo, con le solite partenze. Dopo le notizie giunte da varie parti, il Governo ha stimato opportuno di pubblicare gli atti che seguono, affinchè il pubblico conosca lo stato delle cose e le disposizioni prese per mantenere l'ordine e la tranquillità. Le corrispondenze ricevute confermano che i lavori della Commissione procedono con regolarità, e che le deliberazioni saranno rese note quanto prima. Il Consiglio comunale si è radunato nella sala maggiore del palazzo, e dopo lunga discussione ha approvato il bilancio proposto dalla Giunta. Si annunzia inoltre che il servigio dei piroscafi fra questo porto e Trieste sarà ripreso col giorno primo del mese venturo, con le solite partenze. Dopo le notizie giunte da varie parti, il Governo ha stimato opportuno di pubblicare gli atti che seguono, affinchè il pubblico conosca lo stato delle cose e le disposizioni prese per mantenere l'ordine e la tranquillità. Le corrispondenze ricevute confermano che i lavori della Commissione procedono con regolarità, e che le deliberazioni saranno rese note quanto prima. Il Consiglio comunale si è radunato nella sala maggiore del palazzo, e dopo lunga discussione ha approvato il bilancio proposto dalla Giunta. Si annunzia inoltre che il servigio dei piroscafi fra questo porto e Trieste sarà ripreso col giorno primo del mese venturo, con le solite partenze. Dopo le notizie giunte da varie parti, il Governo ha stimato opportuno di pubblicare gli atti che seguono, affinchè il pubblico conosca lo stato delle cose e le disposizioni prese per mantenere l'ordine e la tranquillità. Le corrispondenze ricevute confermano che i lavori della Commissione procedono con regolarità, e che le deliberazioni saranno rese note quanto prima. Il Consiglio comunale si è radunato nella sala maggiore del palazzo, e dopo lunga discussione ha approvato il bilancio proposto dalla Giunta. Si annunzia inoltre che il servigio dei piroscafi fra questo porto e Trieste sarà ripreso col giorno primo del mese venturo, con le solite partenze. Dopo le notizie giunte da varie parti, il Governo ha stimato opportuno di pubblicare gli atti che seguono, affinchè il pubblico conosca lo stato delle cose e le disposizioni prese per mantenere l'ordine e la tranquillità. Le corrispondenze ricevute confermano che i lavori della Commissione procedono con regolarità, e che le deliberazioni saranno rese note quanto prima. Il Consiglio comunale si è radunato nella sala maggiore del palazzo, e dopo lunga discussione ha approvato il bilancio proposto dalla Giunta. Si annunzia inoltre che il servigio dei piroscafi fra questo porto e Trieste sarà ripreso col giorno primo del mese venturo, con le solite partenze. <box>198 283 270 390</box>
page-footer-note: F. G. Giraudino sulla quarta pagina. <box>294 808 335 811</box>
section-rule <box>281 480 348 481</box>
body-paragraph: Dopo le notizie giunte da varie parti, il Governo ha stimato opportuno di pubblicare gli atti che seguono, affinchè il pubblico conosca lo stato delle cose e le disposizioni prese per mantenere l'ordine e la tranquillità. Le corrispondenze ricevute confermano che i lavori della Commissione procedono con regolarità, e che le deliberazioni saranno rese note quanto prima. Il Consiglio comunale si è radunato nella sala maggiore del palazzo, e dopo lunga discussione ha approvato il bilancio proposto dalla Giunta. Si annunzia inoltre che il servigio dei piroscafi fra questo porto e Trieste sarà ripreso col giorno primo del mese venturo, con le solite partenze. Dopo le notizie giunte da varie parti, il Governo ha stimato opportuno di pubblicare gli atti che seguono, affinchè il pubblico conosca lo stato delle cose e le disposizioni prese per mantenere l'ordine e la tranquillità. Le corrispondenze ricevute confermano che i lavori della Commissione procedono con regolarità, e che le deliberazioni saranno rese note quanto prima. Il Consiglio comunale si è radunato nella sala maggiore del palazzo, e dopo lunga discussione ha approvato il bilancio proposto dalla Giunta. Si annunzia inoltre che il servigio dei piroscafi fra questo porto e Trieste sarà ripreso col giorno primo del mese venturo, con le solite partenze. Dopo le notizie giunte da varie parti, il Governo ha stimato opportuno di pubblicare gli atti che seguono, affinchè il pubblico conosca lo stato delle cose e le disposizioni prese per mantenere l'ordine e la tranquillità. Le corrispondenze ricevute confermano che i lavori della Commissione procedono con regolarità, e che le deliberazioni saranno rese note quanto prima. Il Consiglio comunale si è radunato nella sala maggiore del palazzo, e dopo lunga discussione ha approvato il bilancio proposto dalla Giunta. Si annunzia inoltre che il servigio dei piroscafi fra questo porto e Trieste sarà ripreso col giorno primo del mese venturo, con le solite partenze. Dopo le notizie giunte da varie parti, il Governo ha stimato opportuno di pubblicare gli atti che seguono, affinchè il pubblico conosca lo stato delle cose e le disposizioni prese per mantenere l'ordine e la tranquillità. Le corrispondenze ricevute confermano che i lavori della Commissione procedono con regolarità, e che le deliberazioni saranno rese note quanto prima. Il Consiglio comunale si è radunato nella sala maggiore del palazzo, e dopo lunga discussione ha approvato il bilancio proposto dalla Giunta. Si annunzia inoltre che il servigio dei piroscafi fra questo porto e Trieste sarà ripreso col giorno primo del mese venturo, con le solite partenze. Dopo le notizie giunte da varie parti, il Governo ha stimato opportuno di pubblicare gli atti che seguono, affinchè il pubblico conosca lo stato delle cose e le disposizioni prese per mantenere l'ordine e la tranquillità. Le corrispondenze ricevute confermano che i lavori della Commissione procedono con regolarità, e che le deliberazioni saranno rese note quanto prima. Il Consiglio comunale si è radunato nella sala maggiore del palazzo, e dopo lunga discussione ha approvato il bilancio proposto dalla Giunta. Si annunzia inoltre che il servigio dei piroscafi fra questo porto e Trieste sarà ripreso col giorno primo del mese venturo, con le solite partenze. <box>198 1070 270 1177</box>
body-paragraph: Dopo le notizie giunte da varie parti, il Governo ha stimato opportuno di pubblicare gli atti che seguono, affinchè il pubblico conosca lo stato delle cose e le disposizioni prese per mantenere l'ordine e la tranquillità. Le corrispondenze ricevute confermano che i lavori della Commissione procedono con regolarità, e che le deliberazioni saranno rese note quanto prima. Il Consiglio comunale si è radunato nella sala maggiore del palazzo, e dopo lunga discussione ha approvato il bilancio proposto dalla Giunta. Si annunzia inoltre che il servigio dei piroscafi fra questo porto e Trieste sarà ripreso col giorno primo del mese venturo, con le solite partenze. Dopo le notizie giunte da varie parti, il Governo ha stimato opportuno di pubblicare gli atti che seguono, affinchè il pubblico conosca lo stato delle cose e le disposizioni prese per mantenere l'ordine e la tranquillità. Le corrispondenze ricevute confermano che i lavori della Commissione procedono con regolarità, e che le deliberazioni saranno rese note quanto prima. Il Consiglio comunale si è radunato nella sala maggiore del palazzo, e dopo lunga discussione ha approvato il bilancio proposto dalla Giunta. Si annunzia inoltre che il servigio dei piroscafi fra questo porto e Trieste sarà ripreso col giorno primo del mese venturo, con le solite partenze. Dopo le notizie giunte da varie parti, il Governo ha stimato opportuno di pubblicare gli atti che seguono, affinchè il pubblico conosca lo stato delle cose e le disposizioni prese per mantenere l'ordine e la tranquillità. Le corrispondenze ricevute confermano che i lavori della Commissione procedono con regolarità, e che le deliberazioni saranno rese note quanto prima. Il Consiglio comunale si è radunato nella sala maggiore del palazzo, e dopo lunga discussione ha approvato il bilancio proposto dalla Giunta. Si annunzia inoltre che il servigio dei piroscafi fra questo porto e Trieste sarà ripreso col giorno primo del mese venturo, con le solite partenze. Dopo le notizie giunte da varie parti, il Governo ha stimato opportuno di pubblicare gli atti che seguono, affinchè il pubblico conosca lo stato delle cose e le disposizioni prese per mantenere l'ordine e la tranquillità. Le corrispondenze ricevute confermano che i lavori della Commissione procedono con regolarità, e che le deliberazioni saranno rese note quanto prima. Il Consiglio comunale si è radunato nella sala maggiore del palazzo, e dopo lunga discussione ha approvato il bilancio proposto dalla Giunta. Si annunzia inoltre che il servigio dei piroscafi fra questo porto e Trieste sarà ripreso col giorno primo del mese venturo, con le solite partenze. <box>15 1830 48 2017</box>
column-1-text <box>15 12 48 2576</box>
body-paragraph: Dopo le notizie giunte da varie parti, il Governo ha stimato opportuno di pubblicare gli atti che seguono, affinchè il pubblico conosca lo stato delle cose e le disposizioni prese per mantenere l'ordine e la tranquillità. Le corrispondenze ricevute confermano che i lavori della Commissione procedono con regolarità, e che le deliberazioni saranno rese note quanto prima. Il Consiglio comunale si è radunato nella sala maggiore del palazzo, e dopo lunga discussione ha approvato il bilancio proposto dalla Giunta. Si annunzia inoltre che il servigio dei piroscafi fra questo porto e Trieste sarà ripreso col giorno primo del mese venturo, con le solite partenze. Dopo le notizie giunte da varie parti, il Governo ha stimato opportuno di pubblicare gli atti che seguono, affinchè il pubblico conosca lo stato delle cose e le disposizioni prese per mantenere l'ordine e la tranquillità. Le corrispondenze ricevute confermano che i lavori della Commissione procedono con regolarità, e che le deliberazioni saranno rese note quanto prima. Il Consiglio comunale si è radunato nella sala maggiore del palazzo, e dopo lunga discussione ha approvato il bilancio proposto dalla Giunta. Si annunzia inoltre che il servigio dei piroscafi fra questo porto e Trieste sarà ripreso col giorno primo del mese venturo, con le solite partenze. Dopo le notizie giunte da varie parti, il Governo ha stimato opportuno di pubblicare gli atti che seguono, affinchè il pubblico conosca lo stato delle cose e le disposizioni prese per mantenere l'ordine e la tranquillità. Le corrispondenze ricevute confermano che i lavori della Commissione procedono con regolarità, e che le deliberazioni saranno rese note quanto prima. Il Consiglio comunale si è radunato nella sala maggiore del palazzo, e dopo lunga discussione ha approvato il bilancio proposto dalla Giunta. Si annunzia inoltre che il servigio dei piroscafi fra questo porto e Trieste sarà ripreso col giorno primo del mese venturo, con le solite partenze. Dopo le notizie giunte da varie parti, il Governo ha stimato opportuno di pubblicare gli atti che seguono, affinchè il pubblico conosca lo stato delle cose e le disposizioni prese per mantenere l'ordine e la tranquillità. Le corrispondenze ricevute confermano che i lavori della Commissione procedono con regolarità, e che le deliberazioni saranno rese note quanto prima. Il Consiglio comunale si è radunato nella sala maggiore del palazzo, e dopo lunga discussione ha approvato il bilancio proposto dalla Giunta. Si annunzia inoltre che il servigio dei piroscafi fra questo porto e Trieste sarà ripreso col giorno primo del mese venturo, con le solite partenze. Dopo le notizie giunte da varie parti, il Governo ha stimato opportuno di pubblicare gli atti che seguono, affinchè il pubblico conosca lo stato delle cose e le disposizioni prese per mantenere l'ordine e la tranquillità. Le corrispondenze ricevute confermano che i lavori della Commissione procedono con regolarità, e che le deliberazioni saranno rese note quanto prima. Il Consiglio comunale si è radunato nella sala maggiore del palazzo, e dopo lunga discussione ha approvato il bilancio proposto dalla Giunta. Si annunzia inoltre che il servigio dei piroscafi fra questo porto e Trieste sarà ripreso col giorno primo del mese venturo, con le solite partenze. <box>52 558 121 671</box>
body-paragraph: Dopo le notizie giunte da varie parti, il Governo ha stimato opportuno di pubblicare gli atti che seguono, affinchè il pubblico conosca lo stato delle cose e le disposizioni prese per mantenere l'ordine e la tranquillità. Le corrispondenze ricevute confermano che i lavori della Commissione procedono con regolarità, e che le deliberazioni saranno rese note quanto prima. Il Consiglio comunale si è radunato nella sala maggiore del palazzo, e dopo lunga discussione ha approvato il bilancio proposto dalla Giunta. Si annunzia inoltre che il servigio dei piroscafi fra questo porto e Trieste sarà ripreso col giorno primo del mese venturo, con le solite partenze. Dopo le notizie giunte da varie parti, il Governo ha stimato opportuno di pubblicare gli atti che seguono, affinchè il pubblico conosca lo stato delle cose e le disposizioni prese per mantenere l'ordine e la tranquillità. Le corrispondenze ricevute confermano che i lavori della Commissione procedono con regolarità, e che le deliberazioni saranno rese note quanto prima. Il Consiglio comunale si è radunato nella sala maggiore del palazzo, e dopo lunga discussione ha approvato il bilancio proposto dalla Giunta. Si annunzia inoltre che il servigio dei piroscafi fra questo porto e Trieste sarà ripreso col giorno primo del mese venturo, con le solite partenze. Dopo le notizie giunte da varie parti, il Governo ha stimato opportuno di pubblicare gli atti che seguono, affinchè il pubblico conosca lo stato delle cose e le disposizioni prese per mantenere l'ordine e la tranquillità. Le corrispondenze ricevute confermano che i lavori della Commissione procedono con regolarità, e che le deliberazioni saranno rese note quanto prima. Il Consiglio comunale si è radunato nella sala maggiore del palazzo, e dopo lunga discussione ha approvato il bilancio proposto dalla Giunta. Si annunzia inoltre che il servigio dei piroscafi fra questo porto e Trieste sarà ripreso col giorno primo del mese venturo, con le solite partenze. <box>274 674 355 729</box>
body-paragraph: Dopo le notizie giunte da varie parti, il Governo ha stimato opportuno di pubblicare gli atti che seguono, affinchè il pubblico conosca lo stato delle cose e le disposizioni prese per mantenere l'ordine e la tranquillità. Le corrispondenze ricevute confermano che i lavori della Commissione procedono con regolarità, e che le deliberazioni saranno rese note quanto prima. Il Consiglio comunale si è radunato nella sala maggiore del palazzo, e dopo lunga discussione ha approvato il bilancio proposto dalla Giunta. Si annunzia inoltre che il servigio dei piroscafi fra questo porto e Trieste sarà ripreso col giorno primo del mese venturo, con le solite partenze. Dopo le notizie giunte da varie parti, il Governo ha stimato opportuno di pubblicare gli atti che seguono, affinchè il pubblico conosca lo stato delle cose e le disposizioni prese per mantenere l'ordine e la tranquillità. Le corrispondenze ricevute confermano che i lavori della Commissione procedono con regolarità, e che le deliberazioni saranno rese note quanto prima. Il Consiglio comunale si è radunato nella sala maggiore del palazzo, e dopo lunga discussione ha approvato il bilancio proposto dalla Giunta. Si annunzia inoltre che il servigio dei piroscafi fra questo porto e Trieste sarà ripreso col giorno primo del mese venturo, con le solite partenze. Dopo le notizie giunte da varie parti, il Governo ha stimato opportuno di pubblicare gli atti che seguono, affinchè il pubblico conosca lo stato delle cose e le disposizioni prese per mantenere l'ordine e la tranquillità. Le corrispondenze ricevute confermano che i lavori della Commissione procedono con regolarità, e che le deliberazioni saranno rese note quanto prima. Il Consiglio comunale si è radunato nella sala maggiore del palazzo, e dopo lunga discussione ha approvato il bilancio proposto dalla Giunta. Si annunzia inoltre che il servigio dei piroscafi fra questo porto e Trieste sarà ripreso col giorno primo del mese venturo, con le solite partenze. <box>15 571 48 712</box>
body-paragraph: Dopo le notizie giunte da varie parti, il Governo ha stimato opportuno di pubblicare gli atti che seguono, affinchè il pubblico conosca lo stato delle cose e le disposizioni prese per mantenere l'ordine e la tranquillità. Le corrispondenze ricevute confermano che i lavori della Commissione procedono con regolarità, e che le deliberazioni saranno rese note quanto prima. Il Consiglio comunale si è radunato nella sala maggiore del palazzo, e dopo lunga discussione ha approvato il bilancio proposto dalla Giunta. Si annunzia inoltre che il servigio dei piroscafi fra questo porto e Trieste sarà ripreso col giorno primo del mese venturo, con le solite partenze. Dopo le notizie giunte da varie parti, il Governo ha stimato opportuno di pubblicare gli atti che seguono, affinchè il pubblico conosca lo stato delle cose e le disposizioni prese per mantenere l'ordine e la tranquillità. Le corrispondenze ricevute confermano che i lavori della Commissione procedono con regolarità, e che le deliberazioni saranno rese note quanto prima. Il Consiglio comunale si è radunato nella sala maggiore del palazzo, e dopo lunga discussione ha approvato il bilancio proposto dalla Giunta. Si annunzia inoltre che il servigio dei piroscafi fra questo porto e Trieste sarà ripreso col giorno primo del mese venturo, con le solite partenze. Dopo le notizie giunte da varie parti, il Governo ha stimato opportuno di pubblicare gli atti che seguono, affinchè il pubblico conosca lo stato delle cose e le disposizioni prese per mantenere l'ordine e la tranquillità. Le corrispondenze ricevute confermano che i lavori della Commissione procedono con regolarità, e che le deliberazioni saranno rese note quanto prima. Il Consiglio comunale si è radunato nella sala maggiore del palazzo, e dopo lunga discussione ha approvato il bilancio proposto dalla Giunta. Si annunzia inoltre che il servigio dei piroscafi fra questo porto e Trieste sarà ripreso col giorno primo del mese venturo, con le solite partenze. <box>125 944 195 1014</box>
body-paragraph: Dopo le notizie giunte da varie parti, il Governo ha stimato opportuno di pubblicare gli atti che seguono, affinchè il pubblico conosca lo stato delle cose e le disposizioni prese per mantenere l'ordine e la tranquillità. Le corrispondenze ricevute confermano che i lavori della Commissione procedono con regolarità, e che le deliberazioni saranno rese note quanto prima. Il Consiglio comunale si è radunato nella sala maggiore del palazzo, e dopo lunga discussione ha approvato il bilancio proposto dalla Giunta. Si annunzia inoltre che il servigio dei piroscafi fra questo porto e Trieste sarà ripreso col giorno primo del mese venturo, con le solite partenze. Dopo le notizie giunte da varie parti, il Governo ha stimato opportuno di pubblicare gli atti che seguono, affinchè il pubblico conosca lo stato delle cose e le disposizioni prese per mantenere l'ordine e la tranquillità. Le corrispondenze ricevute confermano che i lavori della Commissione procedono con regolarità, e che le deliberazioni saranno rese note quanto prima. Il Consiglio comunale si è radunato nella sala maggiore del palazzo, e dopo lunga discussione ha approvato il bilancio proposto dalla Giunta. Si annunzia inoltre che il servigio dei piroscafi fra questo porto e Trieste sarà ripreso col giorno primo del mese venturo, con le solite partenze. Dopo le notizie giunte da varie parti, il Governo ha stimato opportuno di pubblicare gli atti che seguono, affinchè il pubblico conosca lo stato delle cose e le disposizioni prese per mantenere l'ordine e la tranquillità. Le corrispondenze ricevute confermano che i lavori della Commissione procedono con regolarità, e che le deliberazioni saranno rese note quanto prima. Il Consiglio comunale si è radunato nella sala maggiore del palazzo, e dopo lunga discussione ha approvato il bilancio proposto dalla Giunta. Si annunzia inoltre che il servigio dei piroscafi fra questo porto e Trieste sarà ripreso col giorno primo del mese venturo, con le solite partenze. Dopo le notizie giunte da varie parti, il Governo ha stimato opportuno di pubblicare gli atti che seguono, affinchè il pubblico conosca lo stato delle cose e le disposizioni prese per mantenere l'ordine e la tranquillità. Le corrispondenze ricevute confermano che i lavori della Commissione procedono con regolarità, e che le deliberazioni saranno rese note quanto prima. Il Consiglio comunale si è radunato nella sala maggiore del palazzo, e dopo lunga discussione ha approvato il bilancio proposto dalla Giunta. Si annunzia inoltre che il servigio dei piroscafi fra questo porto e Trieste sarà ripreso col giorno primo del mese venturo, con le solite partenze. <box>15 151 48 338</box>
body-paragraph: Dopo le notizie giunte da varie parti, il Governo ha stimato opportuno di pubblicare gli atti che seguono, affinchè il pubblico conosca lo stato delle cose e le disposizioni prese per mantenere l'ordine e la tranquillità. Le corrispondenze ricevute confermano che i lavori della Commissione procedono con regolarità, e che le deliberazioni saranno rese note quanto prima. Il Consiglio comunale si è radunato nella sala maggiore del palazzo, e dopo lunga discussione ha approvato il bilancio proposto dalla Giunta. Si annunzia inoltre che il servigio dei piroscafi fra questo porto e Trieste sarà ripreso col giorno primo del mese venturo, con le solite partenze. Dopo le notizie giunte da varie parti, il Governo ha stimato opportuno di pubblicare gli atti che seguono, affinchè il pubblico conosca lo stato delle cose e le disposizioni prese per mantenere l'ordine e la tranquillità. Le corrispondenze ricevute confermano che i lavori della Commissione procedono con regolarità, e che le deliberazioni saranno rese note quanto prima. Il Consiglio comunale si è radunato nella sala maggiore del palazzo, e dopo lunga discussione ha approvato il bilancio proposto dalla Giunta. Si annunzia inoltre che il servigio dei piroscafi fra questo porto e Trieste sarà ripreso col giorno primo del mese venturo, con le solite partenze. Dopo le notizie giunte da varie parti, il Governo ha stimato opportuno di pubblicare gli atti che seguono, affinchè il pubblico conosca lo stato delle cose e le disposizioni prese per mantenere l'ordine e la tranquillità. Le corrispondenze ricevute confermano che i lavori della Commissione procedono con regolarità, e che le deliberazioni saranno rese note quanto prima. Il Consiglio comunale si è radunato nella sala maggiore del palazzo, e dopo lunga discussione ha approvato il bilancio proposto dalla Giunta. Si annunzia inoltre che il servigio dei piroscafi fra questo porto e Trieste sarà ripreso col giorno primo del mese venturo, con le solite partenze. Dopo le notizie giunte da varie parti, il Governo ha stimato opportuno di pubblicare gli atti che seguono, affinchè il pubblico conosca lo stato delle cose e le disposizioni prese per mantenere l'ordine e la tranquillità. Le corrispondenze ricevute confermano che i lavori della Commissione procedono con regolarità, e che le deliberazioni saranno rese note quanto prima. Il Consiglio comunale si è radunato nella sala maggiore del palazzo, e dopo lunga discussione ha approvato il bilancio proposto dalla Giunta. Si annunzia inoltre che il servigio dei piroscafi fra questo porto e Trieste sarà ripreso col giorno primo del mese venturo, con le solite partenze. <box>125 740 195 831</box>
body-paragraph: Dopo le notizie giunte da varie parti, il Governo ha stimato opportuno di pubblicare gli atti che seguono, affinchè il pubblico conosca lo stato delle cose e le disposizioni prese per mantenere l'ordine e la tranquillità. Le corrispondenze ricevute confermano che i lavori della Commissione procedono con regolarità, e che le deliberazioni saranno rese note quanto prima. Il Consiglio comunale si è radunato nella sala maggiore del palazzo, e dopo lunga discussione ha approvato il bilancio proposto dalla Giunta. Si annunzia inoltre che il servigio dei piroscafi fra questo porto e Trieste sarà ripreso col giorno primo del mese venturo, con le solite partenze. Dopo le notizie giunte da varie parti, il Governo ha stimato opportuno di pubblicare gli atti che seguono, affinchè il pubblico conosca lo stato delle cose e le disposizioni prese per mantenere l'ordine e la tranquillità. Le corrispondenze ricevute confermano che i lavori della Commissione procedono con regolarità, e che le deliberazioni saranno rese note quanto prima. Il Consiglio comunale si è radunato nella sala maggiore del palazzo, e dopo lunga discussione ha approvato il bilancio proposto dalla Giunta. Si annunzia inoltre che il servigio dei piroscafi fra questo porto e Trieste sarà ripreso col giorno primo del mese venturo, con le solite partenze. Dopo le notizie giunte da varie parti, il Governo ha stimato opportuno di pubblicare gli atti che seguono, affinchè il pubblico conosca lo stato delle cose e le disposizioni prese per mantenere l'ordine e la tranquillità. Le corrispondenze ricevute confermano che i lavori della Commissione procedono con regolarità, e che le deliberazioni saranno rese note quanto prima. Il Consiglio comunale si è radunato nella sala maggiore del palazzo, e dopo lunga discussione ha approvato il bilancio proposto dalla Giunta. Si annunzia inoltre che il servigio dei piroscafi fra questo porto e Trieste sarà ripreso col giorno primo del mese venturo, con le solite partenze. Dopo le notizie giunte da varie parti, il Governo ha stimato opportuno di pubblicare gli atti che seguono, affinchè il pubblico conosca lo stato delle cose e le disposizioni prese per mantenere l'ordine e la tranquillità. Le corrispondenze ricevute confermano che i lavori della Commissione procedono con regolarità, e che le deliberazioni saranno rese note quanto prima. Il Consiglio comunale si è radunato nella sala maggiore del palazzo, e dopo lunga discussione ha approvato il bilancio proposto dalla Giunta. Si annunzia inoltre che il servigio dei piroscafi fra questo porto e Trieste sarà ripreso col giorno primo del mese venturo, con le solite partenze. <box>125 1013 195 1105</box>
column-4 <box>198 12 270 1241</box>
dispacci-dateline: Vienna 1.º maggio. <box>223 279 245 283</box>
column-2 <box>52 12 121 1105</box>
body-paragraph: Dopo le notizie giunte da varie parti, il Governo ha stimato opportuno di pubblicare gli atti che seguono, affinchè il pubblico conosca lo stato delle cose e le disposizioni prese per mantenere l'ordine e la tranquillità. Le corrispondenze ricevute confermano che i lavori della Commissione procedono con regolarità, e che le deliberazioni saranno rese note quanto prima. Il Consiglio comunale si è radunato nella sala maggiore del palazzo, e dopo lunga discussione ha approvato il bilancio proposto dalla Giunta. Si annunzia inoltre che il servigio dei piroscafi fra questo porto e Trieste sarà ripreso col giorno primo del mese venturo, con le solite partenze. Dopo le notizie giunte da varie parti, il Governo ha stimato opportuno di pubblicare gli atti che seguono, affinchè il pubblico conosca lo stato delle cose e le disposizioni prese per mantenere l'ordine e la tranquillità. Le corrispondenze ricevute confermano che i lavori della Commissione procedono con regolarità, e che le deliberazioni saranno rese note quanto prima. Il Consiglio comunale si è radunato nella sala maggiore del palazzo, e dopo lunga discussione ha approvato il bilancio proposto dalla Giunta. Si annunzia inoltre che il servigio dei piroscafi fra questo porto e Trieste sarà ripreso col giorno primo del mese venturo, con le solite partenze. Dopo le notizie giunte da varie parti, il Governo ha stimato opportuno di pubblicare gli atti che seguono, affinchè il pubblico conosca lo stato delle cose e le disposizioni prese per mantenere l'ordine e la tranquillità. Le corrispondenze ricevute confermano che i lavori della Commissione procedono con regolarità, e che le deliberazioni saranno rese note quanto prima. Il Consiglio comunale si è radunato nella sala maggiore del palazzo, e dopo lunga discussione ha approvato il bilancio proposto dalla Giunta. Si annunzia inoltre che il servigio dei piroscafi fra questo porto e Trieste sarà ripreso col giorno primo del mese venturo, con le solite partenze. Dopo le notizie giunte da varie parti, il Governo ha stimato opportuno di pubblicare gli atti che seguono, affinchè il pubblico conosca lo stato delle cose e le disposizioni prese per mantenere l'ordine e la tranquillità. Le corrispondenze ricevute confermano che i lavori della Commissione procedono con regolarità, e che le deliberazioni saranno rese note quanto prima. Il Consiglio comunale si è radunato nella sala maggiore del palazzo, e dopo lunga discussione ha approvato il bilancio proposto dalla Giunta. Si annunzia inoltre che il servigio dei piroscafi fra questo porto e Trieste sarà ripreso col giorno primo del mese venturo, con le solite partenze. <box>52 1013 121 1105</box>
body-paragraph: Dopo le notizie giunte da varie parti, il Governo ha stimato opportuno di pubblicare gli atti che seguono, affinchè il pubblico conosca lo stato delle cose e le disposizioni prese per mantenere l'ordine e la tranquillità. Le corrispondenze ricevute confermano che i lavori della Commissione procedono con regolarità, e che le deliberazioni saranno rese note quanto prima. Il Consiglio comunale si è radunato nella sala maggiore del palazzo, e dopo lunga discussione ha approvato il bilancio proposto dalla Giunta. Si annunzia inoltre che il servigio dei piroscafi fra questo porto e Trieste sarà ripreso col giorno primo del mese venturo, con le solite partenze. Dopo le notizie giunte da varie parti, il Governo ha stimato opportuno di pubblicare gli atti che seguono, affinchè il pubblico conosca lo stato delle cose e le disposizioni prese per mantenere l'ordine e la tranquillità. Le corrispondenze ricevute confermano che i lavori della Commissione procedono con regolarità, e che le deliberazioni saranno rese note quanto prima. Il Consiglio comunale si è radunato nella sala maggiore del palazzo, e dopo lunga discussione ha approvato il bilancio proposto dalla Giunta. Si annunzia inoltre che il servigio dei piroscafi fra questo porto e Trieste sarà ripreso col giorno primo del mese venturo, con le solite partenze. Dopo le notizie giunte da varie parti, il Governo ha stimato opportuno di pubblicare gli atti che seguono, affinchè il pubblico conosca lo stato delle cose e le disposizioni prese per mantenere l'ordine e la tranquillità. Le corrispondenze ricevute confermano che i lavori della Commissione procedono con regolarità, e che le deliberazioni saranno rese note quanto prima. Il Consiglio comunale si è radunato nella sala maggiore del palazzo, e dopo lunga discussione ha approvato il bilancio proposto dalla Giunta. Si annunzia inoltre che il servigio dei piroscafi fra questo porto e Trieste sarà ripreso col giorno primo del mese venturo, con le solite partenze. Dopo le notizie giunte da varie parti, il Governo ha stimato opportuno di pubblicare gli atti che seguono, affinchè il pubblico conosca lo stato delle cose e le disposizioni prese per mantenere l'ordine e la tranquillità. Le corrispondenze ricevute confermano che i lavori della Commissione procedono con regolarità, e che le deliberazioni saranno rese note quanto prima. Il Consiglio comunale si è radunato nella sala maggiore del palazzo, e dopo lunga discussione ha approvato il bilancio proposto dalla Giunta. Si annunzia inoltre che il servigio dei piroscafi fra questo porto e Trieste sarà ripreso col giorno primo del mese venturo, con le solite partenze. Dopo le notizie giunte da varie parti, il Governo ha stimato opportuno di pubblicare gli atti che seguono, affinchè il pubblico conosca lo stato delle cose e le disposizioni prese per mantenere l'ordine e la tranquillità. Le corrispondenze ricevute confermano che i lavori della Commissione procedono con regolarità, e che le deliberazioni saranno rese note quanto prima. Il Consiglio comunale si è radunato nella sala maggiore del palazzo, e dopo lunga discussione ha approvato il bilancio proposto dalla Giunta. Si annunzia inoltre che il servigio dei piroscafi fra questo porto e Trieste sarà ripreso col giorno primo del mese venturo, con le solite partenze. <box>125 12 195 125</box>
body-paragraph: Dopo le notizie giunte da varie parti, il Governo ha stimato opportuno di pubblicare gli atti che seguono, affinchè il pubblico conosca lo stato delle cose e le disposizioni prese per mantenere l'ordine e la tranquillità. Le corrispondenze ricevute confermano che i lavori della Commissione procedono con regolarità, e che le deliberazioni saranno rese note quanto prima. Il Consiglio comunale si è radunato nella sala maggiore del palazzo, e dopo lunga discussione ha approvato il bilancio proposto dalla Giunta. Si annunzia inoltre che il servigio dei piroscafi fra questo porto e Trieste sarà ripreso col giorno primo del mese venturo, con le solite partenze. Dopo le notizie giunte da varie parti, il Governo ha stimato opportuno di pubblicare gli atti che seguono, affinchè il pubblico conosca lo stato delle cose e le disposizioni prese per mantenere l'ordine e la tranquillità. Le corrispondenze ricevute confermano che i lavori della Commissione procedono con regolarità, e che le deliberazioni saranno rese note quanto prima. Il Consiglio comunale si è radunato nella sala maggiore del palazzo, e dopo lunga discussione ha approvato il bilancio proposto dalla Giunta. Si annunzia inoltre che il servigio dei piroscafi fra questo porto e Trieste sarà ripreso col giorno primo del mese venturo, con le solite partenze. Dopo le notizie giunte da varie parti, il Governo ha stimato opportuno di pubblicare gli atti che seguono, affinchè il pubblico conosca lo stato delle cose e le disposizioni prese per mantenere l'ordine e la tranquillità. Le corrispondenze ricevute confermano che i lavori della Commissione procedono con regolarità, e che le deliberazioni saranno rese note quanto prima. Il Consiglio comunale si è radunato nella sala maggiore del palazzo, e dopo lunga discussione ha approvato il bilancio proposto dalla Giunta. Si annunzia inoltre che il servigio dei piroscafi fra questo porto e Trieste sarà ripreso col giorno primo del mese venturo, con le solite partenze. Dopo le notizie giunte da varie parti, il Governo ha stimato opportuno di pubblicare gli atti che seguono, affinchè il pubblico conosca lo stato delle cose e le disposizioni prese per mantenere l'ordine e la tranquillità. Le corrispondenze ricevute confermano che i lavori della Commissione procedono con regolarità, e che le deliberazioni saranno rese note quanto prima. Il Consiglio comunale si è radunato nella sala maggiore del palazzo, e dopo lunga discussione ha approvato il bilancio proposto dalla Giunta. Si annunzia inoltre che il servigio dei piroscafi fra questo porto e Trieste sarà ripreso col giorno primo del mese venturo, con le solite partenze. <box>125 194 195 285</box>
section-rule <box>205 269 264 270</box>
body-paragraph: Dopo le notizie giunte da varie parti, il Governo ha stimato opportuno di pubblicare gli atti che seguono, affinchè il pubblico conosca lo stato delle cose e le disposizioni prese per mantenere l'ordine e la tranquillità. Le corrispondenze ricevute confermano che i lavori della Commissione procedono con regolarità, e che le deliberazioni saranno rese note quanto prima. Il Consiglio comunale si è radunato nella sala maggiore del palazzo, e dopo lunga discussione ha approvato il bilancio proposto dalla Giunta. Si annunzia inoltre che il servigio dei piroscafi fra questo porto e Trieste sarà ripreso col giorno primo del mese venturo, con le solite partenze. Dopo le notizie giunte da varie parti, il Governo ha stimato opportuno di pubblicare gli atti che seguono, affinchè il pubblico conosca lo stato delle cose e le disposizioni prese per mantenere l'ordine e la tranquillità. Le corrispondenze ricevute confermano che i lavori della Commissione procedono con regolarità, e che le deliberazioni saranno rese note quanto prima. Il Consiglio comunale si è radunato nella sala maggiore del palazzo, e dopo lunga discussione ha approvato il bilancio proposto dalla Giunta. Si annunzia inoltre che il servigio dei piroscafi fra questo porto e Trieste sarà ripreso col giorno primo del mese venturo, con le solite partenze. Dopo le notizie giunte da varie parti, il Governo ha stimato opportuno di pubblicare gli atti che seguono, affinchè il pubblico conosca lo stato delle cose e le disposizioni prese per mantenere l'ordine e la tranquillità. Le corrispondenze ricevute confermano che i lavori della Commissione procedono con regolarità, e che le deliberazioni saranno rese note quanto prima. Il Consiglio comunale si è radunato nella sala maggiore del palazzo, e dopo lunga discussione ha approvato il bilancio proposto dalla Giunta. Si annunzia inoltre che il servigio dei piroscafi fra questo porto e Trieste sarà ripreso col giorno primo del mese venturo, con le solite partenze. Dopo le notizie giunte da varie parti, il Governo ha stimato opportuno di pubblicare gli atti che seguono, affinchè il pubblico conosca lo stato delle cose e le disposizioni prese per mantenere l'ordine e la tranquillità. Le corrispondenze ricevute confermano che i lavori della Commissione procedono con regolarità, e che le deliberazioni saranno rese note quanto prima. Il Consiglio comunale si è radunato nella sala maggiore del palazzo, e dopo lunga discussione ha approvato il bilancio proposto dalla Giunta. Si annunzia inoltre che il servigio dei piroscafi fra questo porto e Trieste sarà ripreso col giorno primo del mese venturo, con le solite partenze. Dopo le notizie giunte da varie parti, il Governo ha stimato opportuno di pubblicare gli atti che seguono, affinchè il pubblico conosca lo stato delle cose e le disposizioni prese per mantenere l'ordine e la tranquillità. Le corrispondenze ricevute confermano che i lavori della Commissione procedono con regolarità, e che le deliberazioni saranno rese note quanto prima. Il Consiglio comunale si è radunato nella sala maggiore del palazzo, e dopo lunga discussione ha approvato il bilancio proposto dalla Giunta. Si annunzia inoltre che il servigio dei piroscafi fra questo porto e Trieste sarà ripreso col giorno primo del mese venturo, con le solite partenze. <box>52 831 121 945</box>
body-paragraph: Dopo le notizie giunte da varie parti, il Governo ha stimato opportuno di pubblicare gli atti che seguono, affinchè il pubblico conosca lo stato delle cose e le disposizioni prese per mantenere l'ordine e la tranquillità. Le corrispondenze ricevute confermano che i lavori della Commissione procedono con regolarità, e che le deliberazioni saranno rese note quanto prima. Il Consiglio comunale si è radunato nella sala maggiore del palazzo, e dopo lunga discussione ha approvato il bilancio proposto dalla Giunta. Si annunzia inoltre che il servigio dei piroscafi fra questo porto e Trieste sarà ripreso col giorno primo del mese venturo, con le solite partenze. Dopo le notizie giunte da varie parti, il Governo ha stimato opportuno di pubblicare gli atti che seguono, affinchè il pubblico conosca lo stato delle cose e le disposizioni prese per mantenere l'ordine e la tranquillità. Le corrispondenze ricevute confermano che i lavori della Commissione procedono con regolarità, e che le deliberazioni saranno rese note quanto prima. Il Consiglio comunale si è radunato nella sala maggiore del palazzo, e dopo lunga discussione ha approvato il bilancio proposto dalla Giunta. Si annunzia inoltre che il servigio dei piroscafi fra questo porto e Trieste sarà ripreso col giorno primo del mese venturo, con le solite partenze. Dopo le notizie giunte da varie parti, il Governo ha stimato opportuno di pubblicare gli atti che seguono, affinchè il pubblico conosca lo stato delle cose e le disposizioni prese per mantenere l'ordine e la tranquillità. Le corrispondenze ricevute confermano che i lavori della Commissione procedono con regolarità, e che le deliberazioni saranno rese note quanto prima. Il Consiglio comunale si è radunato nella sala maggiore del palazzo, e dopo lunga discussione ha approvato il bilancio proposto dalla Giunta. Si annunzia inoltre che il servigio dei piroscafi fra questo porto e Trieste sarà ripreso col giorno primo del mese venturo, con le solite partenze. Dopo le notizie giunte da varie parti, il Governo ha stimato opportuno di pubblicare gli atti che seguono, affinchè il pubblico conosca lo stato delle cose e le disposizioni prese per mantenere l'ordine e la tranquillità. Le corrispondenze ricevute confermano che i lavori della Commissione procedono con regolarità, e che le deliberazioni saranno rese note quanto prima. Il Consiglio comunale si è radunato nella sala maggiore del palazzo, e dopo lunga discussione ha approvato il bilancio proposto dalla Giunta. Si annunzia inoltre che il servigio dei piroscafi fra questo porto e Trieste sarà ripreso col giorno primo del mese venturo, con le solite partenze. Dopo le notizie giunte da varie parti, il Governo ha stimato opportuno di pubblicare gli atti che seguono, affinchè il pubblico conosca lo stato delle cose e le disposizioni prese per mantenere l'ordine e la tranquillità. Le corrispondenze ricevute confermano che i lavori della Commissione procedono con regolarità, e che le deliberazioni saranno rese note quanto prima. Il Consiglio comunale si è radunato nella sala maggiore del palazzo, e dopo lunga discussione ha approvato il bilancio proposto dalla Giunta. Si annunzia inoltre che il servigio dei piroscafi fra questo porto e Trieste sarà ripreso col giorno primo del mese venturo, con le solite partenze. <box>52 285 121 399</box>
body-paragraph: Dopo le notizie giunte da varie parti, il Governo ha stimato opportuno di pubblicare gli atti che seguono, affinchè il pubblico conosca lo stato delle cose e le disposizioni prese per mantenere l'ordine e la tranquillità. Le corrispondenze ricevute confermano che i lavori della Commissione procedono con regolarità, e che le deliberazioni saranno rese note quanto prima. Il Consiglio comunale si è radunato nella sala maggiore del palazzo, e dopo lunga discussione ha approvato il bilancio proposto dalla Giunta. Si annunzia inoltre che il servigio dei piroscafi fra questo porto e Trieste sarà ripreso col giorno primo del mese venturo, con le solite partenze. Dopo le notizie giunte da varie parti, il Governo ha stimato opportuno di pubblicare gli atti che seguono, affinchè il pubblico conosca lo stato delle cose e le disposizioni prese per mantenere l'ordine e la tranquillità. Le corrispondenze ricevute confermano che i lavori della Commissione procedono con regolarità, e che le deliberazioni saranno rese note quanto prima. Il Consiglio comunale si è radunato nella sala maggiore del palazzo, e dopo lunga discussione ha approvato il bilancio proposto dalla Giunta. Si annunzia inoltre che il servigio dei piroscafi fra questo porto e Trieste sarà ripreso col giorno primo del mese venturo, con le solite partenze. Dopo le notizie giunte da varie parti, il Governo ha stimato opportuno di pubblicare gli atti che seguono, affinchè il pubblico conosca lo stato delle cose e le disposizioni prese per mantenere l'ordine e la tranquillità. Le corrispondenze ricevute confermano che i lavori della Commissione procedono con regolarità, e che le deliberazioni saranno rese note quanto prima. Il Consiglio comunale si è radunato nella sala maggiore del palazzo, e dopo lunga discussione ha approvato il bilancio proposto dalla Giunta. Si annunzia inoltre che il servigio dei piroscafi fra questo porto e Trieste sarà ripreso col giorno primo del mese venturo, con le solite partenze. Dopo le notizie giunte da varie parti, il Governo ha stimato opportuno di pubblicare gli atti che seguono, affinchè il pubblico conosca lo stato delle cose e le disposizioni prese per mantenere l'ordine e la tranquillità. Le corrispondenze ricevute confermano che i lavori della Commissione procedono con regolarità, e che le deliberazioni saranno rese note quanto prima. Il Consiglio comunale si è radunato nella sala maggiore del palazzo, e dopo lunga discussione ha approvato il bilancio proposto dalla Giunta. Si annunzia inoltre che il servigio dei piroscafi fra questo porto e Trieste sarà ripreso col giorno primo del mese venturo, con le solite partenze. Dopo le notizie giunte da varie parti, il Governo ha stimato opportuno di pubblicare gli atti che seguono, affinchè il pubblico conosca lo stato delle cose e le disposizioni prese per mantenere l'ordine e la tranquillità. Le corrispondenze ricevute confermano che i lavori della Commissione procedono con regolarità, e che le deliberazioni saranno rese note quanto prima. Il Consiglio comunale si è radunato nella sala maggiore del palazzo, e dopo lunga discussione ha approvato il bilancio proposto dalla Giunta. Si annunzia inoltre che il servigio dei piroscafi fra questo porto e Trieste sarà ripreso col giorno primo del mese venturo, con le solite partenze. <box>125 831 195 945</box>
body-paragraph: Dopo le notizie giunte da varie parti, il Governo ha stimato opportuno di pubblicare gli atti che seguono, affinchè il pubblico conosca lo stato delle cose e le disposizioni prese per mantenere l'ordine e la tranquillità. Le corrispondenze ricevute confermano che i lavori della Commissione procedono con regolarità, e che le deliberazioni saranno rese note quanto prima. Il Consiglio comunale si è radunato nella sala maggiore del palazzo, e dopo lunga discussione ha approvato il bilancio proposto dalla Giunta. Si annunzia inoltre che il servigio dei piroscafi fra questo porto e Trieste sarà ripreso col giorno primo del mese venturo, con le solite partenze. Dopo le notizie giunte da varie parti, il Governo ha stimato opportuno di pubblicare gli atti che seguono, affinchè il pubblico conosca lo stato delle cose e le disposizioni prese per mantenere l'ordine e la tranquillità. Le corrispondenze ricevute confermano che i lavori della Commissione procedono con regolarità, e che le deliberazioni saranno rese note quanto prima. Il Consiglio comunale si è radunato nella sala maggiore del palazzo, e dopo lunga discussione ha approvato il bilancio proposto dalla Giunta. Si annunzia inoltre che il servigio dei piroscafi fra questo porto e Trieste sarà ripreso col giorno primo del mese venturo, con le solite partenze. Dopo le notizie giunte da varie parti, il Governo ha stimato opportuno di pubblicare gli atti che seguono, affinchè il pubblico conosca lo stato delle cose e le disposizioni prese per mantenere l'ordine e la tranquillità. Le corrispondenze ricevute confermano che i lavori della Commissione procedono con regolarità, e che le deliberazioni saranno rese note quanto prima. Il Consiglio comunale si è radunato nella sala maggiore del palazzo, e dopo lunga discussione ha approvato il bilancio proposto dalla Giunta. Si annunzia inoltre che il servigio dei piroscafi fra questo porto e Trieste sarà ripreso col giorno primo del mese venturo, con le solite partenze. Dopo le notizie giunte da varie parti, il Governo ha stimato opportuno di pubblicare gli atti che seguono, affinchè il pubblico conosca lo stato delle cose e le disposizioni prese per mantenere l'ordine e la tranquillità. Le corrispondenze ricevute confermano che i lavori della Commissione procedono con regolarità, e che le deliberazioni saranno rese note quanto prima. Il Consiglio comunale si è radunato nella sala maggiore del palazzo, e dopo lunga discussione ha approvato il bilancio proposto dalla Giunta. Si annunzia inoltre che il servigio dei piroscafi fra questo porto e Trieste sarà ripreso col giorno primo del mese venturo, con le solite partenze. <box>198 469 270 553</box>
body-paragraph: Dopo le notizie giunte da varie parti, il Governo ha stimato opportuno di pubblicare gli atti che seguono, affinchè il pubblico conosca lo stato delle cose e le disposizioni prese per mantenere l'ordine e la tranquillità. Le corrispondenze ricevute confermano che i lavori della Commissione procedono con regolarità, e che le deliberazioni saranno rese note quanto prima. Il Consiglio comunale si è radunato nella sala maggiore del palazzo, e dopo lunga discussione ha approvato il bilancio proposto dalla Giunta. Si annunzia inoltre che il servigio dei piroscafi fra questo porto e Trieste sarà ripreso col giorno primo del mese venturo, con le solite partenze. Dopo le notizie giunte da varie parti, il Governo ha stimato opportuno di pubblicare gli atti che seguono, affinchè il pubblico conosca lo stato delle cose e le disposizioni prese per mantenere l'ordine e la tranquillità. Le corrispondenze ricevute confermano che i lavori della Commissione procedono con regolarità, e che le deliberazioni saranno rese note quanto prima. Il Consiglio comunale si è radunato nella sala maggiore del palazzo, e dopo lunga discussione ha approvato il bilancio proposto dalla Giunta. Si annunzia inoltre che il servigio dei piroscafi fra questo porto e Trieste sarà ripreso col giorno primo del mese venturo, con le solite partenze. Dopo le notizie giunte da varie parti, il Governo ha stimato opportuno di pubblicare gli atti che seguono, affinchè il pubblico conosca lo stato delle cose e le disposizioni prese per mantenere l'ordine e la tranquillità. Le corrispondenze ricevute confermano che i lavori della Commissione procedono con regolarità, e che le deliberazioni saranno rese note quanto prima. Il Consiglio comunale si è radunato nella sala maggiore del palazzo, e dopo lunga discussione ha approvato il bilancio proposto dalla Giunta. Si annunzia inoltre che il servigio dei piroscafi fra questo porto e Trieste sarà ripreso col giorno primo del mese venturo, con le solite partenze. <box>198 118 270 183</box>
body-paragraph: Dopo le notizie giunte da varie parti, il Governo ha stimato opportuno di pubblicare gli atti che seguono, affinchè il pubblico conosca lo stato delle cose e le disposizioni prese per mantenere l'ordine e la tranquillità. Le corrispondenze ricevute confermano che i lavori della Commissione procedono con regolarità, e che le deliberazioni saranno rese note quanto prima. Il Consiglio comunale si è radunato nella sala maggiore del palazzo, e dopo lunga discussione ha approvato il bilancio proposto dalla Giunta. Si annunzia inoltre che il servigio dei piroscafi fra questo porto e Trieste sarà ripreso col giorno primo del mese venturo, con le solite partenze. Dopo le notizie giunte da varie parti, il Governo ha stimato opportuno di pubblicare gli atti che seguono, affinchè il pubblico conosca lo stato delle cose e le disposizioni prese per mantenere l'ordine e la tranquillità. Le corrispondenze ricevute confermano che i lavori della Commissione procedono con regolarità, e che le deliberazioni saranno rese note quanto prima. Il Consiglio comunale si è radunato nella sala maggiore del palazzo, e dopo lunga discussione ha approvato il bilancio proposto dalla Giunta. Si annunzia inoltre che il servigio dei piroscafi fra questo porto e Trieste sarà ripreso col giorno primo del mese venturo, con le solite partenze. Dopo le notizie giunte da varie parti, il Governo ha stimato opportuno di pubblicare gli atti che seguono, affinchè il pubblico conosca lo stato delle cose e le disposizioni prese per mantenere l'ordine e la tranquillità. Le corrispondenze ricevute confermano che i lavori della Commissione procedono con regolarità, e che le deliberazioni saranno rese note quanto prima. Il Consiglio comunale si è radunato nella sala maggiore del palazzo, e dopo lunga discussione ha approvato il bilancio proposto dalla Giunta. Si annunzia inoltre che il servigio dei piroscafi fra questo porto e Trieste sarà ripreso col giorno primo del mese venturo, con le solite partenze. Dopo le notizie giunte da varie parti, il Governo ha stimato opportuno di pubblicare gli atti che seguono, affinchè il pubblico conosca lo stato delle cose e le disposizioni prese per mantenere l'ordine e la tranquillità. Le corrispondenze ricevute confermano che i lavori della Commissione procedono con regolarità, e che le deliberazioni saranno rese note quanto prima. Il Consiglio comunale si è radunato nella sala maggiore del palazzo, e dopo lunga discussione ha approvato il bilancio proposto dalla Giunta. Si annunzia inoltre che il servigio dei piroscafi fra questo porto e Trieste sarà ripreso col giorno primo del mese venturo, con le solite partenze. <box>15 711 48 898</box>
body-paragraph: Dopo le notizie giunte da varie parti, il Governo ha stimato opportuno di pubblicare gli atti che seguono, affinchè il pubblico conosca lo stato delle cose e le disposizioni prese per mantenere l'ordine e la tranquillità. Le corrispondenze ricevute confermano che i lavori della Commissione procedono con regolarità, e che le deliberazioni saranno rese note quanto prima. Il Consiglio comunale si è radunato nella sala maggiore del palazzo, e dopo lunga discussione ha approvato il bilancio proposto dalla Giunta. Si annunzia inoltre che il servigio dei piroscafi fra questo porto e Trieste sarà ripreso col giorno primo del mese venturo, con le solite partenze. Dopo le notizie giunte da varie parti, il Governo ha stimato opportuno di pubblicare gli atti che seguono, affinchè il pubblico conosca lo stato delle cose e le disposizioni prese per mantenere l'ordine e la tranquillità. Le corrispondenze ricevute confermano che i lavori della Commissione procedono con regolarità, e che le deliberazioni saranno rese note quanto prima. Il Consiglio comunale si è radunato nella sala maggiore del palazzo, e dopo lunga discussione ha approvato il bilancio proposto dalla Giunta. Si annunzia inoltre che il servigio dei piroscafi fra questo porto e Trieste sarà ripreso col giorno primo del mese venturo, con le solite partenze. Dopo le notizie giunte da varie parti, il Governo ha stimato opportuno di pubblicare gli atti che seguono, affinchè il pubblico conosca lo stato delle cose e le disposizioni prese per mantenere l'ordine e la tranquillità. Le corrispondenze ricevute confermano che i lavori della Commissione procedono con regolarità, e che le deliberazioni saranno rese note quanto prima. Il Consiglio comunale si è radunato nella sala maggiore del palazzo, e dopo lunga discussione ha approvato il bilancio proposto dalla Giunta. Si annunzia inoltre che il servigio dei piroscafi fra questo porto e Trieste sarà ripreso col giorno primo del mese venturo, con le solite partenze. Dopo le notizie giunte da varie parti, il Governo ha stimato opportuno di pubblicare gli atti che seguono, affinchè il pubblico conosca lo stato delle cose e le disposizioni prese per mantenere l'ordine e la tranquillità. Le corrispondenze ricevute confermano che i lavori della Commissione procedono con regolarità, e che le deliberazioni saranno rese note quanto prima. Il Consiglio comunale si è radunato nella sala maggiore del palazzo, e dopo lunga discussione ha approvato il bilancio proposto dalla Giunta. Si annunzia inoltre che il servigio dei piroscafi fra questo porto e Trieste sarà ripreso col giorno primo del mese venturo, con le solite partenze. Dopo le notizie giunte da varie parti, il Governo ha stimato opportuno di pubblicare gli atti che seguono, affinchè il pubblico conosca lo stato delle cose e le disposizioni prese per mantenere l'ordine e la tranquillità. Le corrispondenze ricevute confermano che i lavori della Commissione procedono con regolarità, e che le deliberazioni saranno rese note quanto prima. Il Consiglio comunale si è radunato nella sala maggiore del palazzo, e dopo lunga discussione ha approvato il bilancio proposto dalla Giunta. Si annunzia inoltre che il servigio dei piroscafi fra questo porto e Trieste sarà ripreso col giorno primo del mese venturo, con le solite partenze. <box>198 808 270 915</box>
body-paragraph: Dopo le notizie giunte da varie parti, il Governo ha stimato opportuno di pubblicare gli atti che seguono, affinchè il pubblico conosca lo stato delle cose e le disposizioni prese per mantenere l'ordine e la tranquillità. Le corrispondenze ricevute confermano che i lavori della Commissione procedono con regolarità, e che le deliberazioni saranno rese note quanto prima. Il Consiglio comunale si è radunato nella sala maggiore del palazzo, e dopo lunga discussione ha approvato il bilancio proposto dalla Giunta. Si annunzia inoltre che il servigio dei piroscafi fra questo porto e Trieste sarà ripreso col giorno primo del mese venturo, con le solite partenze. Dopo le notizie giunte da varie parti, il Governo ha stimato opportuno di pubblicare gli atti che seguono, affinchè il pubblico conosca lo stato delle cose e le disposizioni prese per mantenere l'ordine e la tranquillità. Le corrispondenze ricevute confermano che i lavori della Commissione procedono con regolarità, e che le deliberazioni saranno rese note quanto prima. Il Consiglio comunale si è radunato nella sala maggiore del palazzo, e dopo lunga discussione ha approvato il bilancio proposto dalla Giunta. Si annunzia inoltre che il servigio dei piroscafi fra questo porto e Trieste sarà ripreso col giorno primo del mese venturo, con le solite partenze. Dopo le notizie giunte da varie parti, il Governo ha stimato opportuno di pubblicare gli atti che seguono, affinchè il pubblico conosca lo stato delle cose e le disposizioni prese per mantenere l'ordine e la tranquillità. Le corrispondenze ricevute confermano che i lavori della Commissione procedono con regolarità, e che le deliberazioni saranno rese note quanto prima. Il Consiglio comunale si è radunato nella sala maggiore del palazzo, e dopo lunga discussione ha approvato il bilancio proposto dalla Giunta. Si annunzia inoltre che il servigio dei piroscafi fra questo porto e Trieste sarà ripreso col giorno primo del mese venturo, con le solite partenze. <box>52 944 121 1014</box>
body-paragraph: Dopo le notizie giunte da varie parti, il Governo ha stimato opportuno di pubblicare gli atti che seguono, affinchè il pubblico conosca lo stato delle cose e le disposizioni prese per mantenere l'ordine e la tranquillità. Le corrispondenze ricevute confermano che i lavori della Commissione procedono con regolarità, e che le deliberazioni saranno rese note quanto prima. Il Consiglio comunale si è radunato nella sala maggiore del palazzo, e dopo lunga discussione ha approvato il bilancio proposto dalla Giunta. Si annunzia inoltre che il servigio dei piroscafi fra questo porto e Trieste sarà ripreso col giorno primo del mese venturo, con le solite partenze. Dopo le notizie giunte da varie parti, il Governo ha stimato opportuno di pubblicare gli atti che seguono, affinchè il pubblico conosca lo stato delle cose e le disposizioni prese per mantenere l'ordine e la tranquillità. Le corrispondenze ricevute confermano che i lavori della Commissione procedono con regolarità, e che le deliberazioni saranno rese note quanto prima. Il Consiglio comunale si è radunato nella sala maggiore del palazzo, e dopo lunga discussione ha approvato il bilancio proposto dalla Giunta. Si annunzia inoltre che il servigio dei piroscafi fra questo porto e Trieste sarà ripreso col giorno primo del mese venturo, con le solite partenze. Dopo le notizie giunte da varie parti, il Governo ha stimato opportuno di pubblicare gli atti che seguono, affinchè il pubblico conosca lo stato delle cose e le disposizioni prese per mantenere l'ordine e la tranquillità. Le corrispondenze ricevute confermano che i lavori della Commissione procedono con regolarità, e che le deliberazioni saranno rese note quanto prima. Il Consiglio comunale si è radunato nella sala maggiore del palazzo, e dopo lunga discussione ha approvato il bilancio proposto dalla Giunta. Si annunzia inoltre che il servigio dei piroscafi fra questo porto e Trieste sarà ripreso col giorno primo del mese venturo, con le solite partenze. Dopo le notizie giunte da varie parti, il Governo ha stimato opportuno di pubblicare gli atti che seguono, affinchè il pubblico conosca lo stato delle cose e le disposizioni prese per mantenere l'ordine e la tranquillità. Le corrispondenze ricevute confermano che i lavori della Commissione procedono con regolarità, e che le deliberazioni saranno rese note quanto prima. Il Consiglio comunale si è radunato nella sala maggiore del palazzo, e dopo lunga discussione ha approvato il bilancio proposto dalla Giunta. Si annunzia inoltre che il servigio dei piroscafi fra questo porto e Trieste sarà ripreso col giorno primo del mese venturo, con le solite partenze. Dopo le notizie giunte da varie parti, il Governo ha stimato opportuno di pubblicare gli atti che seguono, affinchè il pubblico conosca lo stato delle cose e le disposizioni prese per mantenere l'ordine e la tranquillità. Le corrispondenze ricevute confermano che i lavori della Commissione procedono con regolarità, e che le deliberazioni saranno rese note quanto prima. Il Consiglio comunale si è radunato nella sala maggiore del palazzo, e dopo lunga discussione ha approvato il bilancio proposto dalla Giunta. Si annunzia inoltre che il servigio dei piroscafi fra questo porto e Trieste sarà ripreso col giorno primo del mese venturo, con le solite partenze. <box>125 558 195 671</box>
section-rule <box>281 320 348 321</box>
avvisatore-subheading: Giornale di commercio, d'industria e varietà. <box>288 326 341 330</box>
musica-sacra-heading: Musica sacra. <box>220 981 249 985</box>
body-paragraph: Dopo le notizie giunte da varie parti, il Governo ha stimato opportuno di pubblicare gli atti che seguono, affinchè il pubblico conosca lo stato delle cose e le disposizioni prese per mantenere l'ordine e la tranquillità. Le corrispondenze ricevute confermano che i lavori della Commissione procedono con regolarità, e che le deliberazioni saranno rese note quanto prima. Il Consiglio comunale si è radunato nella sala maggiore del palazzo, e dopo lunga discussione ha approvato il bilancio proposto dalla Giunta. Si annunzia inoltre che il servigio dei piroscafi fra questo porto e Trieste sarà ripreso col giorno primo del mese venturo, con le solite partenze. Dopo le notizie giunte da varie parti, il Governo ha stimato opportuno di pubblicare gli atti che seguono, affinchè il pubblico conosca lo stato delle cose e le disposizioni prese per mantenere l'ordine e la tranquillità. Le corrispondenze ricevute confermano che i lavori della Commissione procedono con regolarità, e che le deliberazioni saranno rese note quanto prima. Il Consiglio comunale si è radunato nella sala maggiore del palazzo, e dopo lunga discussione ha approvato il bilancio proposto dalla Giunta. Si annunzia inoltre che il servigio dei piroscafi fra questo porto e Trieste sarà ripreso col giorno primo del mese venturo, con le solite partenze. Dopo le notizie giunte da varie parti, il Governo ha stimato opportuno di pubblicare gli atti che seguono, affinchè il pubblico conosca lo stato delle cose e le disposizioni prese per mantenere l'ordine e la tranquillità. Le corrispondenze ricevute confermano che i lavori della Commissione procedono con regolarità, e che le deliberazioni saranno rese note quanto prima. Il Consiglio comunale si è radunato nella sala maggiore del palazzo, e dopo lunga discussione ha approvato il bilancio proposto dalla Giunta. Si annunzia inoltre che il servigio dei piroscafi fra questo porto e Trieste sarà ripreso col giorno primo del mese venturo, con le solite partenze. Dopo le notizie giunte da varie parti, il Governo ha stimato opportuno di pubblicare gli atti che seguono, affinchè il pubblico conosca lo stato delle cose e le disposizioni prese per mantenere l'ordine e la tranquillità. Le corrispondenze ricevute confermano che i lavori della Commissione procedono con regolarità, e che le deliberazioni saranno rese note quanto prima. Il Consiglio comunale si è radunato nella sala maggiore del palazzo, e dopo lunga discussione ha approvato il bilancio proposto dalla Giunta. Si annunzia inoltre che il servigio dei piroscafi fra questo porto e Trieste sarà ripreso col giorno primo del mese venturo, con le solite partenze. Dopo le notizie giunte da varie parti, il Governo ha stimato opportuno di pubblicare gli atti che seguono, affinchè il pubblico conosca lo stato delle cose e le disposizioni prese per mantenere l'ordine e la tranquillità. Le corrispondenze ricevute confermano che i lavori della Commissione procedono con regolarità, e che le deliberazioni saranno rese note quanto prima. Il Consiglio comunale si è radunato nella sala maggiore del palazzo, e dopo lunga discussione ha approvato il bilancio proposto dalla Giunta. Si annunzia inoltre che il servigio dei piroscafi fra questo porto e Trieste sarà ripreso col giorno primo del mese venturo, con le solite partenze. <box>15 2016 48 2250</box>
column-4-text <box>198 12 270 1241</box>
